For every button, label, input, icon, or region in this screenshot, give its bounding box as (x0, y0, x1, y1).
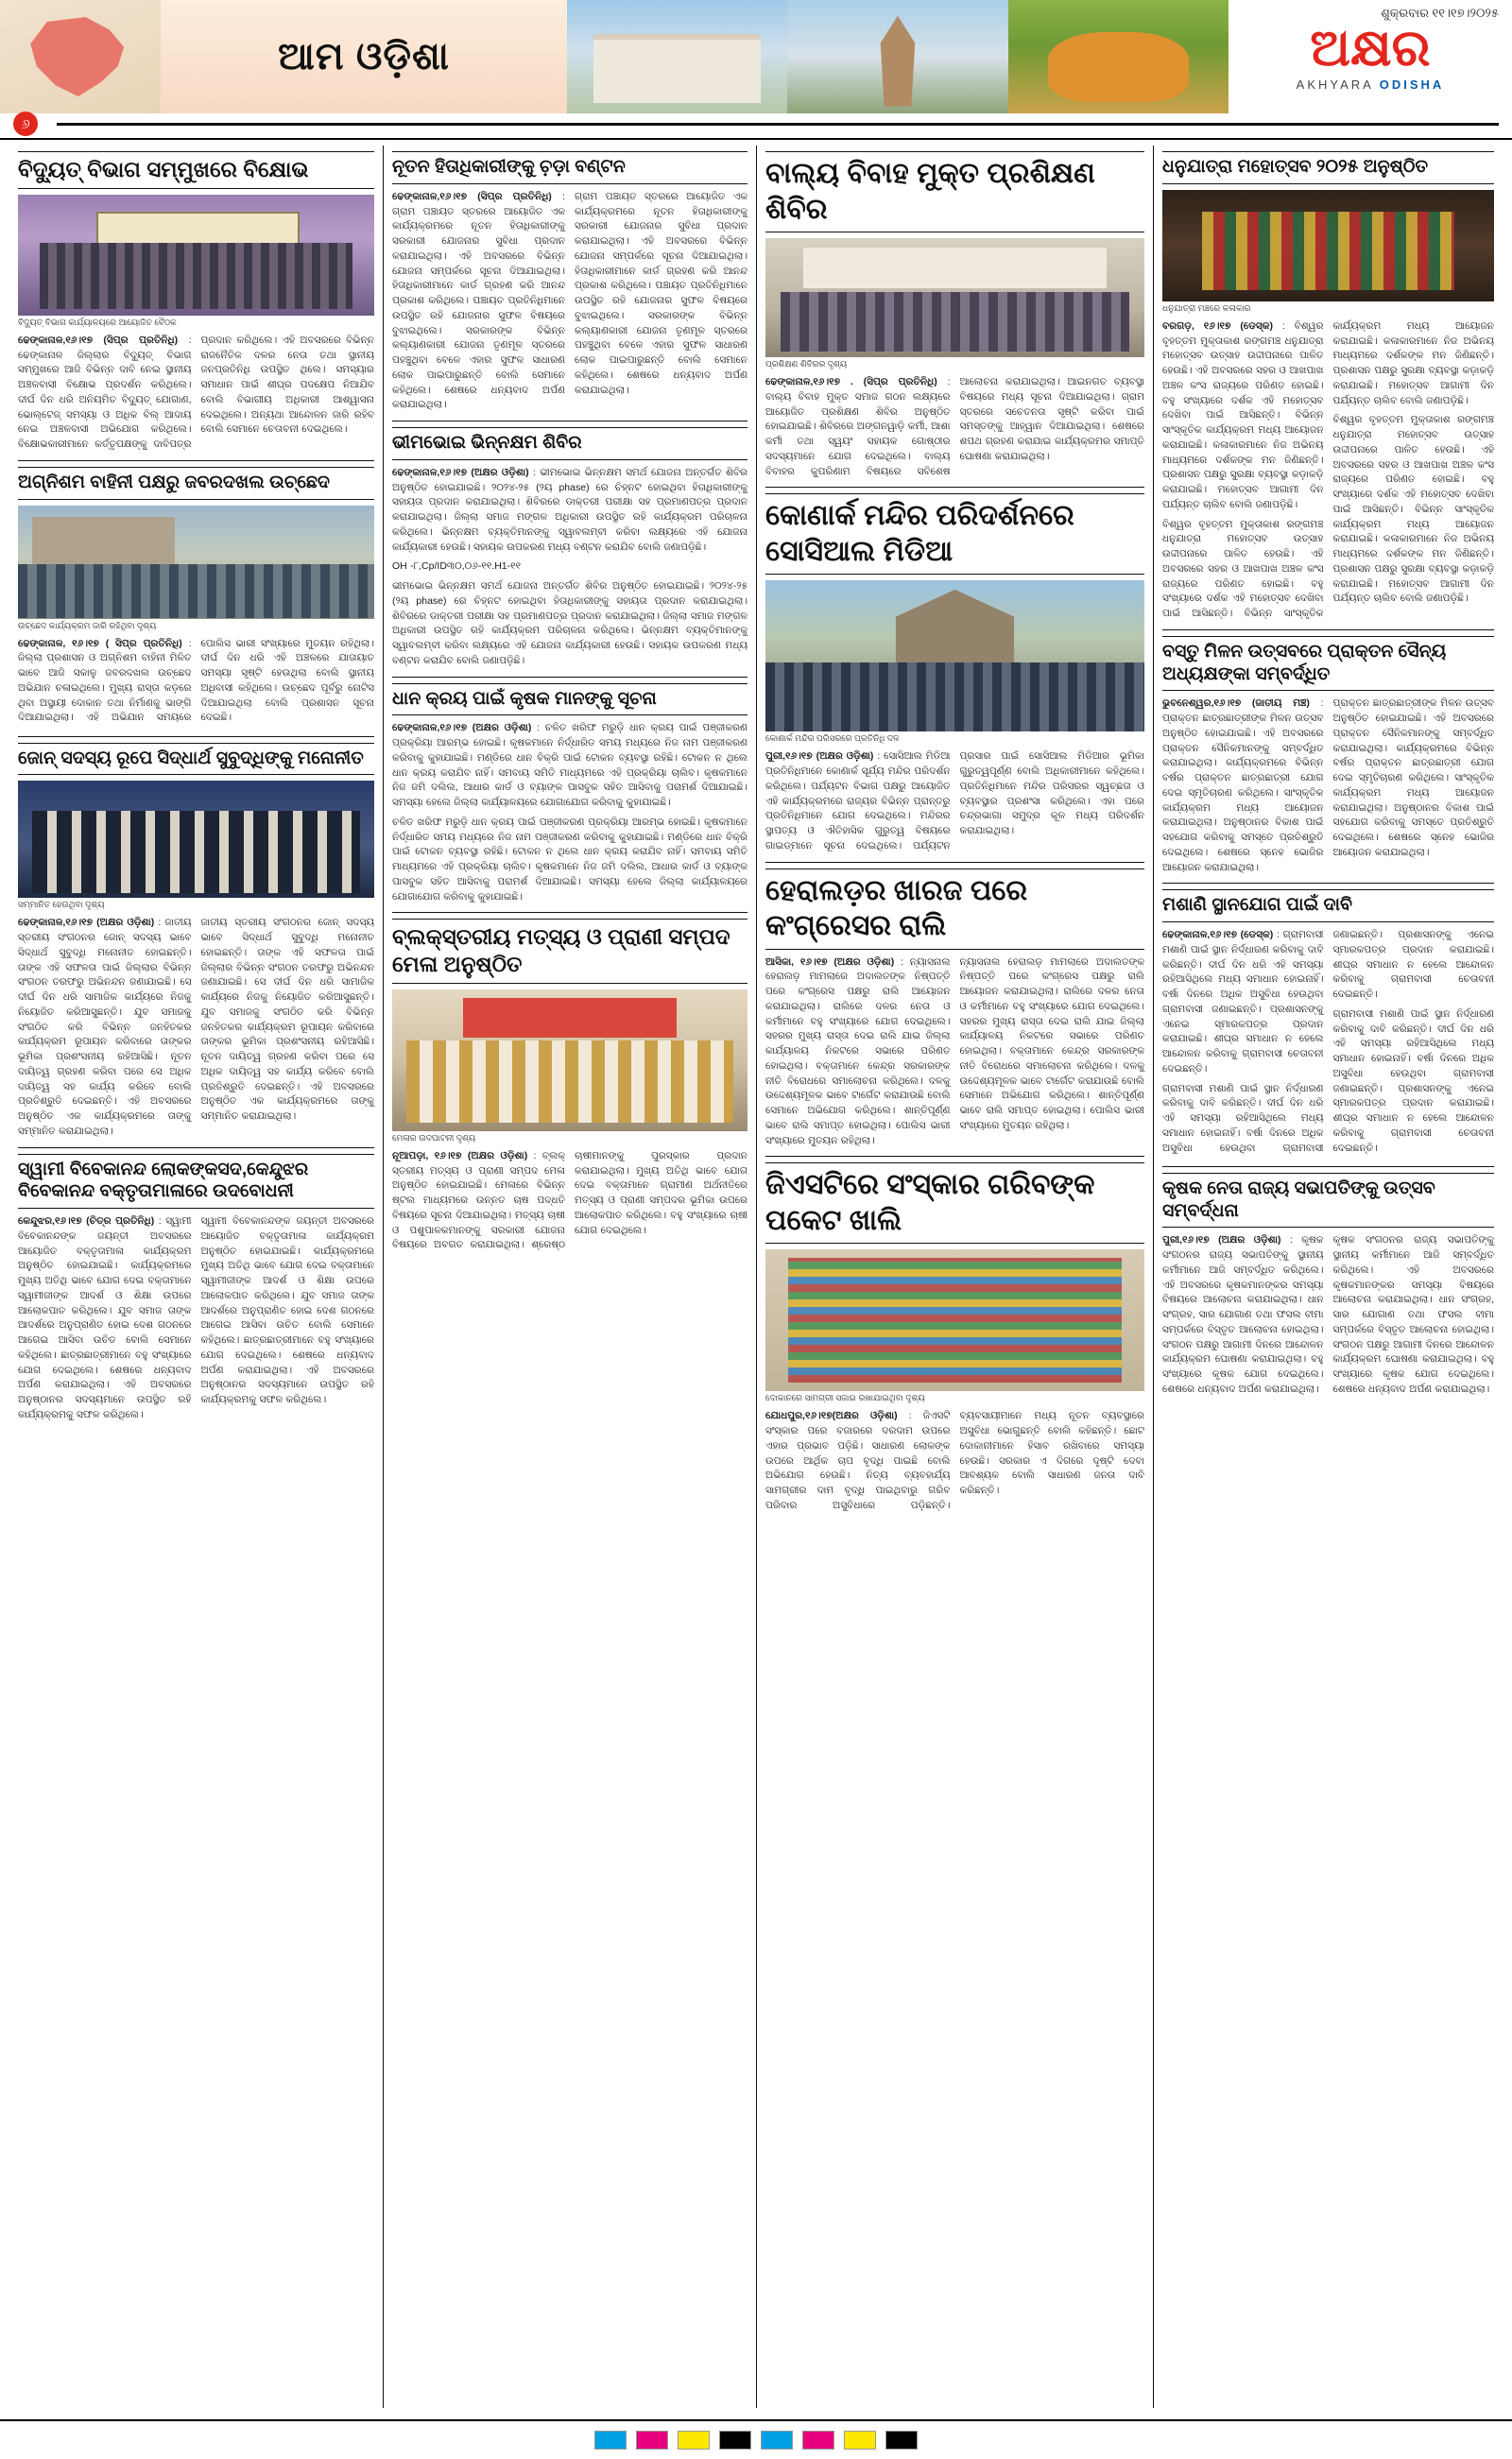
photo-caption: ମେଳାର ଉଦଘାଟନୀ ଦୃଶ୍ୟ (392, 1132, 476, 1143)
photo-konark-group (765, 580, 1144, 731)
brand-name: ଅକ୍ଷର (1310, 19, 1431, 77)
body-extra: ଗ୍ରାମବାସୀ ମଶାଣି ପାଇଁ ସ୍ଥାନ ନିର୍ଦ୍ଧାରଣ କରିବାକୁ ଦାବି କରିଛନ୍ତି। ଦୀର୍ଘ ଦିନ ଧରି ଏହି ସମସ୍ୟା ରହିଆସିଥିଲେ ମଧ୍ୟ ସମାଧାନ ହୋଇନାହିଁ। ବର୍ଷା ଦିନରେ ଅଧିକ ଅସୁବିଧା ହେଉଥିବା ଗ୍ରାମବାସୀ ଜଣାଇଛନ୍ତି। ପ୍ରଶାସନଙ୍କୁ ଏନେଇ ସ୍ମାରକପତ୍ର ପ୍ରଦାନ କରାଯାଇଛି। ଶୀଘ୍ର ସମାଧାନ ନ ହେଲେ ଆନ୍ଦୋଳନ କରିବାକୁ ଗ୍ରାମବାସୀ ଚେତାବନୀ ଦେଇଛନ୍ତି। (1162, 929, 1494, 1154)
photo-caption: ଉଚ୍ଛେଦ କାର୍ଯ୍ୟକ୍ରମ ଜାରି ରହିଥିବା ଦୃଶ୍ୟ (18, 620, 157, 630)
article-body: ଯୋଧପୁର,୧୬।୧୭(ଅକ୍ଷର ଓଡ଼ିଶା) : ଜିଏସଟି ସଂସ୍କାର ପରେ ବଜାରରେ ଦରଦାମ ଉପରେ ଏହାର ପ୍ରଭାବ ପଡ଼ିଛି। ସାଧାରଣ ଲୋକଙ୍କ ଉପରେ ଆର୍ଥିକ ଚାପ ବୃଦ୍ଧି ପାଇଛି ବୋଲି ଅଭିଯୋଗ ହେଉଛି। ନିତ୍ୟ ବ୍ୟବହାର୍ଯ୍ୟ ସାମଗ୍ରୀର ଦାମ ବୃଦ୍ଧି ପାଇଥିବାରୁ ଗରିବ ପରିବାର ଅସୁବିଧାରେ ପଡ଼ିଛନ୍ତି। ବ୍ୟବସାୟୀମାନେ ମଧ୍ୟ ନୂତନ ବ୍ୟବସ୍ଥାରେ ଅସୁବିଧା ଭୋଗୁଛନ୍ତି ବୋଲି କହିଛନ୍ତି। ଛୋଟ ଦୋକାନୀମାନେ ହିସାବ ରଖିବାରେ ସମସ୍ୟା ହେଉଛି। ସରକାର ଏ ଦିଗରେ ଦୃଷ୍ଟି ଦେବା ଆବଶ୍ୟକ ବୋଲି ସାଧାରଣ ଜନତା ଦାବି କରିଛନ୍ତି। (765, 1410, 1144, 1511)
body-extra-2: ବିଶ୍ୱର ବୃହତ୍ତମ ମୁକ୍ତାକାଶ ରଙ୍ଗମଞ୍ଚ ଧନୁଯାତ୍ରା ମହୋତ୍ସବ ଉତ୍ସାହ ଉଦ୍ଦୀପନାରେ ପାଳିତ ହେଉଛି। ଏହି ଅବସରରେ ସହର ଓ ଆଖପାଖ ଅଞ୍ଚଳ କଂସ ରାଜ୍ୟରେ ପରିଣତ ହୋଇଛି। ବହୁ ସଂଖ୍ୟାରେ ଦର୍ଶକ ଏହି ମହୋତ୍ସବ ଦେଖିବା ପାଇଁ ଆସିଛନ୍ତି। ବିଭିନ୍ନ ସାଂସ୍କୃତିକ କାର୍ଯ୍ୟକ୍ରମ ମଧ୍ୟ ଆୟୋଜନ କରାଯାଇଛି। କଳାକାରମାନେ ନିଜ ଅଭିନୟ ମାଧ୍ୟମରେ ଦର୍ଶକଙ୍କ ମନ ଜିଣିଛନ୍ତି। ପ୍ରଶାସନ ପକ୍ଷରୁ ସୁରକ୍ଷା ବ୍ୟବସ୍ଥା କଡ଼ାକଡ଼ି କରାଯାଇଛି। ମହୋତ୍ସବ ଆଗାମୀ ଦିନ ପର୍ଯ୍ୟନ୍ତ ଚାଲିବ ବୋଲି ଜଣାପଡ଼ିଛି। (1332, 414, 1494, 605)
headline: ଜୋନ୍‌ ସଦସ୍ୟ ରୂପେ ସିଦ୍ଧାର୍ଥ ସୁବୁଦ୍ଧିଙ୍କୁ ମନୋନୀତ (18, 743, 374, 776)
dateline: ଭୁବନେଶ୍ୱର,୧୬।୧୭ (ଜାତୀୟ ମଞ୍ଚ) (1162, 697, 1310, 710)
column-4 (1153, 146, 1503, 2408)
photo-meeting (18, 195, 374, 316)
swatch-yellow-2 (844, 2431, 876, 2450)
headline: ବିଦ୍ୟୁତ୍‌ ବିଭାଗ ସମ୍ମୁଖରେ ବିକ୍ଷୋଭ (18, 151, 374, 189)
masthead-photo-temple (787, 0, 1007, 113)
headline: ବାଲ୍ୟ ବିବାହ ମୁକ୍ତ ପ୍ରଶିକ୍ଷଣ ଶିବିର (765, 151, 1144, 232)
figure (765, 238, 1144, 370)
article-body: ଢେଙ୍କାନାଳ,୧୬।୧୭ (ସିପ୍ର ପ୍ରତିନିଧି) : ଢେଙ୍କାନାଳ ଜିଲ୍ଲାର ବିଦ୍ୟୁତ୍‌ ବିଭାଗ ସମ୍ମୁଖରେ ଆଜି ବିଭିନ୍ନ ଦାବି ନେଇ ସ୍ଥାନୀୟ ଅଞ୍ଚଳବାସୀ ବିକ୍ଷୋଭ ପ୍ରଦର୍ଶନ କରିଥିଲେ। ଦୀର୍ଘ ଦିନ ଧରି ଅନିୟମିତ ବିଦ୍ୟୁତ୍‌ ଯୋଗାଣ, ଭୋଲ୍ଟେଜ୍‌ ସମସ୍ୟା ଓ ଅଧିକ ବିଲ୍‌ ଆଦାୟ ନେଇ ଅଞ୍ଚଳବାସୀ ଅଭିଯୋଗ କରିଥିଲେ। ବିକ୍ଷୋଭକାରୀମାନେ କର୍ତ୍ତୃପକ୍ଷଙ୍କୁ ଦାବିପତ୍ର ପ୍ରଦାନ କରିଥିଲେ। ଏହି ଅବସରରେ ବିଭିନ୍ନ ରାଜନୈତିକ ଦଳର ନେତା ତଥା ସ୍ଥାନୀୟ ଜନପ୍ରତିନିଧି ଉପସ୍ଥିତ ଥିଲେ। ସମସ୍ୟାର ସମାଧାନ ପାଇଁ ଶୀଘ୍ର ପଦକ୍ଷେପ ନିଆଯିବ ବୋଲି ବିଭାଗୀୟ ଅଧିକାରୀ ଆଶ୍ୱାସନା ଦେଇଥିଲେ। ଅନ୍ୟଥା ଆନ୍ଦୋଳନ ଜାରି ରହିବ ବୋଲି ସେମାନେ ଚେତାବନୀ ଦେଇଥିଲେ। (18, 334, 374, 450)
figure (18, 506, 374, 631)
body: ଜାତୀୟ ସ୍ତରୀୟ ସଂଗଠନର ଜୋନ୍‌ ସଦସ୍ୟ ଭାବେ ସିଦ୍ଧାର୍ଥ ସୁବୁଦ୍ଧି ମନୋନୀତ ହୋଇଛନ୍ତି। ତାଙ୍କ ଏହି ସଫଳତା ପାଇଁ ଜିଲ୍ଲାର ବିଭିନ୍ନ ସଂଗଠନ ତରଫରୁ ଅଭିନନ୍ଦନ ଜଣାଯାଇଛି। ସେ ଦୀର୍ଘ ଦିନ ଧରି ସାମାଜିକ କାର୍ଯ୍ୟରେ ନିଜକୁ ନିୟୋଜିତ କରିଆସୁଛନ୍ତି। ଯୁବ ସମାଜକୁ ସଂଗଠିତ କରି ବିଭିନ୍ନ ଜନହିତକର କାର୍ଯ୍ୟକ୍ରମ ରୂପାୟନ କରିବାରେ ତାଙ୍କର ଭୂମିକା ପ୍ରଶଂସନୀୟ ରହିଆସିଛି। ନୂତନ ଦାୟିତ୍ୱ ଗ୍ରହଣ କରିବା ପରେ ସେ ଅଧିକ ଦାୟିତ୍ୱ ସହ କାର୍ଯ୍ୟ କରିବେ ବୋଲି ପ୍ରତିଶ୍ରୁତି ଦେଇଛନ୍ତି। ଏହି ଅବସରରେ ଅନୁଷ୍ଠିତ ଏକ କାର୍ଯ୍ୟକ୍ରମରେ ତାଙ୍କୁ ସମ୍ମାନିତ କରାଯାଇଥିଲା। (18, 917, 192, 1137)
headline: କୃଷକ ନେତା ରାଜ୍ୟ ସଭାପତିଙ୍କୁ ଉତ୍ସବ ସମ୍ବର୍ଦ୍ଧନା (1162, 1173, 1494, 1229)
photo-caption: ବିଦ୍ୟୁତ୍‌ ବିଭାଗ କାର୍ଯ୍ୟାଳୟରେ ଆୟୋଜିତ ବୈଠକ (18, 317, 177, 327)
dateline: ଢେଙ୍କାନାଳ,୧୬।୧୭ . (ସିପ୍ର ପ୍ରତିନିଧି) (765, 376, 937, 387)
dateline: ନୂଆପଡ଼ା, ୧୬।୧୭ (ଅକ୍ଷର ଓଡ଼ିଶା) (392, 1149, 528, 1161)
swatch-black (719, 2431, 751, 2450)
page-number-badge: ୬ (13, 112, 38, 136)
swatch-black-2 (885, 2431, 918, 2450)
body: ପ୍ରାକ୍ତନ ଛାତ୍ରଛାତ୍ରୀଙ୍କ ମିଳନ ଉତ୍ସବ ଅନୁଷ୍ଠିତ ହୋଇଯାଇଛି। ଏହି ଅବସରରେ ପ୍ରାକ୍ତନ ସୈନିକମାନଙ୍କୁ ସମ୍ବର୍ଦ୍ଧିତ କରାଯାଇଥିଲା। କାର୍ଯ୍ୟକ୍ରମରେ ବିଭିନ୍ନ ବର୍ଷର ପ୍ରାକ୍ତନ ଛାତ୍ରଛାତ୍ରୀ ଯୋଗ ଦେଇ ସ୍ମୃତିଚାରଣ କରିଥିଲେ। ସାଂସ୍କୃତିକ କାର୍ଯ୍ୟକ୍ରମ ମଧ୍ୟ ଆୟୋଜନ କରାଯାଇଥିଲା। ଅନୁଷ୍ଠାନର ବିକାଶ ପାଇଁ ସହଯୋଗ କରିବାକୁ ସମସ୍ତେ ପ୍ରତିଶ୍ରୁତି ଦେଇଥିଲେ। ଶେଷରେ ସ୍ନେହ ଭୋଜିର ଆୟୋଜନ କରାଯାଇଥିଲା। (1162, 713, 1324, 873)
masthead-date: ଶୁକ୍ରବାର ୧୧।୧୭।୨୦୨୫ (1381, 6, 1499, 20)
article-body: ଢେଙ୍କାନାଳ,୧୬।୧୭ (ଅକ୍ଷର ଓଡ଼ିଶା) : ଚଳିତ ଖରିଫ ମରୁଡ଼ି ଧାନ କ୍ରୟ ପାଇଁ ପଞ୍ଜୀକରଣ ପ୍ରକ୍ରିୟା ଆରମ୍ଭ ହୋଇଛି। କୃଷକମାନେ ନିର୍ଦ୍ଧାରିତ ସମୟ ମଧ୍ୟରେ ନିଜ ନାମ ପଞ୍ଜୀକରଣ କରିବାକୁ କୁହାଯାଇଛି। ମଣ୍ଡିରେ ଧାନ ବିକ୍ରି ପାଇଁ ଟୋକନ ବ୍ୟବସ୍ଥା ରହିଛି। ଟୋକନ ନ ଥିଲେ ଧାନ କ୍ରୟ କରାଯିବ ନାହିଁ। ସମବାୟ ସମିତି ମାଧ୍ୟମରେ ଏହି ପ୍ରକ୍ରିୟା ଚାଲିବ। କୃଷକମାନେ ନିଜ ଜମି ଦଲିଲ, ଆଧାର କାର୍ଡ ଓ ବ୍ୟାଙ୍କ ପାସବୁକ ସହିତ ଆସିବାକୁ ପରାମର୍ଶ ଦିଆଯାଇଛି। ସମସ୍ୟା ହେଲେ ଜିଲ୍ଲା କାର୍ଯ୍ୟାଳୟରେ ଯୋଗାଯୋଗ କରିବାକୁ କୁହାଯାଇଛି। ଚଳିତ ଖରିଫ ମରୁଡ଼ି ଧାନ କ୍ରୟ ପାଇଁ ପଞ୍ଜୀକରଣ ପ୍ରକ୍ରିୟା ଆରମ୍ଭ ହୋଇଛି। କୃଷକମାନେ ନିର୍ଦ୍ଧାରିତ ସମୟ ମଧ୍ୟରେ ନିଜ ନାମ ପଞ୍ଜୀକରଣ କରିବାକୁ କୁହାଯାଇଛି। ମଣ୍ଡିରେ ଧାନ ବିକ୍ରି ପାଇଁ ଟୋକନ ବ୍ୟବସ୍ଥା ରହିଛି। ଟୋକନ ନ ଥିଲେ ଧାନ କ୍ରୟ କରାଯିବ ନାହିଁ। ସମବାୟ ସମିତି ମାଧ୍ୟମରେ ଏହି ପ୍ରକ୍ରିୟା ଚାଲିବ। କୃଷକମାନେ ନିଜ ଜମି ଦଲିଲ, ଆଧାର କାର୍ଡ ଓ ବ୍ୟାଙ୍କ ପାସବୁକ ସହିତ ଆସିବାକୁ ପରାମର୍ଶ ଦିଆଯାଇଛି। ସମସ୍ୟା ହେଲେ ଜିଲ୍ଲା କାର୍ଯ୍ୟାଳୟରେ ଯୋଗାଯୋଗ କରିବାକୁ କୁହାଯାଇଛି। (392, 721, 747, 904)
article-gst-reform (765, 1162, 1144, 1513)
article-body: ପୁରୀ,୧୬।୧୭ (ଅକ୍ଷର ଓଡ଼ିଶା) : ସୋସିଆଲ ମିଡିଆ ପ୍ରତିନିଧିମାନେ କୋଣାର୍କ ସୂର୍ଯ୍ୟ ମନ୍ଦିର ପରିଦର୍ଶନ କରିଥିଲେ। ପର୍ଯ୍ୟଟନ ବିଭାଗ ପକ୍ଷରୁ ଆୟୋଜିତ ଏହି କାର୍ଯ୍ୟକ୍ରମରେ ରାଜ୍ୟର ବିଭିନ୍ନ ପ୍ରାନ୍ତରୁ ପ୍ରତିନିଧିମାନେ ଯୋଗ ଦେଇଥିଲେ। ମନ୍ଦିରର ସ୍ଥାପତ୍ୟ ଓ ଐତିହାସିକ ଗୁରୁତ୍ୱ ବିଷୟରେ ଗାଇଡ୍‌ମାନେ ସୂଚନା ଦେଇଥିଲେ। ପର୍ଯ୍ୟଟନ ପ୍ରସାର ପାଇଁ ସୋସିଆଲ ମିଡିଆର ଭୂମିକା ଗୁରୁତ୍ୱପୂର୍ଣ୍ଣ ବୋଲି ଅଧିକାରୀମାନେ କହିଥିଲେ। ପ୍ରତିନିଧିମାନେ ମନ୍ଦିର ପରିସରର ସ୍ୱଚ୍ଛତା ଓ ବ୍ୟବସ୍ଥାର ପ୍ରଶଂସା କରିଥିଲେ। ଏହା ପରେ ଚନ୍ଦ୍ରଭାଗା ସମୁଦ୍ର କୂଳ ମଧ୍ୟ ପରିଦର୍ଶନ କରାଯାଇଥିଲା। (765, 750, 1144, 851)
figure (392, 989, 747, 1144)
body-extra: ପ୍ରାକ୍ତନ ଛାତ୍ରଛାତ୍ରୀଙ୍କ ମିଳନ ଉତ୍ସବ ଅନୁଷ୍ଠିତ ହୋଇଯାଇଛି। ଏହି ଅବସରରେ ପ୍ରାକ୍ତନ ସୈନିକମାନଙ୍କୁ ସମ୍ବର୍ଦ୍ଧିତ କରାଯାଇଥିଲା। କାର୍ଯ୍ୟକ୍ରମରେ ବିଭିନ୍ନ ବର୍ଷର ପ୍ରାକ୍ତନ ଛାତ୍ରଛାତ୍ରୀ ଯୋଗ ଦେଇ ସ୍ମୃତିଚାରଣ କରିଥିଲେ। ସାଂସ୍କୃତିକ କାର୍ଯ୍ୟକ୍ରମ ମଧ୍ୟ ଆୟୋଜନ କରାଯାଇଥିଲା। ଅନୁଷ୍ଠାନର ବିକାଶ ପାଇଁ ସହଯୋଗ କରିବାକୁ ସମସ୍ତେ ପ୍ରତିଶ୍ରୁତି ଦେଇଥିଲେ। ଶେଷରେ ସ୍ନେହ ଭୋଜିର ଆୟୋଜନ କରାଯାଇଥିଲା। (1332, 697, 1494, 858)
article-vivekananda (18, 1154, 374, 1423)
dateline: ଢେଙ୍କାନାଳ,୧୬।୧୭ (ଅକ୍ଷର ଓଡ଼ିଶା) (18, 917, 155, 929)
headline: କୋଣାର୍କ ମନ୍ଦିର ପରିଦର୍ଶନରେ ସୋସିଆଲ ମିଡିଆ (765, 493, 1144, 575)
body-extra: କୃଷକ ସଂଗଠନର ରାଜ୍ୟ ସଭାପତିଙ୍କୁ ସ୍ଥାନୀୟ କର୍ମୀମାନେ ଆଜି ସମ୍ବର୍ଦ୍ଧିତ କରିଥିଲେ। ଏହି ଅବସରରେ କୃଷକମାନଙ୍କର ସମସ୍ୟା ବିଷୟରେ ଆଲୋଚନା କରାଯାଇଥିଲା। ଧାନ ସଂଗ୍ରହ, ସାର ଯୋଗାଣ ତଥା ଫସଲ ବୀମା ସମ୍ପର୍କରେ ବିସ୍ତୃତ ଆଲୋଚନା ହୋଇଥିଲା। ସଂଗଠନ ପକ୍ଷରୁ ଆଗାମୀ ଦିନରେ ଆନ୍ଦୋଳନ କାର୍ଯ୍ୟକ୍ରମ ଘୋଷଣା କରାଯାଇଥିଲା। ବହୁ ସଂଖ୍ୟାରେ କୃଷକ ଯୋଗ ଦେଇଥିଲେ। ଶେଷରେ ଧନ୍ୟବାଦ ଅର୍ପଣ କରାଯାଇଥିଲା। (1332, 1234, 1494, 1395)
section-title-text: ଆମ ଓଡ଼ିଶା (278, 35, 450, 77)
article-body: ଢେଙ୍କାନାଳ,୧୬।୧୭ (ଅକ୍ଷର ଓଡ଼ିଶା) : ଭୀମଭୋଇ ଭିନ୍ନକ୍ଷମ ସମର୍ଥ ଯୋଜନା ଅନ୍ତର୍ଗତ ଶିବିର ଅନୁଷ୍ଠିତ ହୋଇଯାଇଛି। ୨୦୨୪-୨୫ (୨ୟ phase) ରେ ଚିହ୍ନଟ ହୋଇଥିବା ହିତାଧିକାରୀଙ୍କୁ ସହାୟତା ପ୍ରଦାନ କରାଯାଇଥିଲା। ଶିବିରରେ ଡାକ୍ତରୀ ପରୀକ୍ଷା ସହ ପ୍ରମାଣପତ୍ର ପ୍ରଦାନ କରାଯାଇଥିଲା। ଜିଲ୍ଲା ସମାଜ ମଙ୍ଗଳ ଅଧିକାରୀ ଉପସ୍ଥିତ ରହି କାର୍ଯ୍ୟକ୍ରମ ପରିଚାଳନା କରିଥିଲେ। ଭିନ୍ନକ୍ଷମ ବ୍ୟକ୍ତିମାନଙ୍କୁ ସ୍ୱାବଲମ୍ବୀ କରିବା ଲକ୍ଷ୍ୟରେ ଏହି ଯୋଜନା କାର୍ଯ୍ୟକାରୀ ହେଉଛି। ସହାୟକ ଉପକରଣ ମଧ୍ୟ ବଣ୍ଟନ କରାଯିବ ବୋଲି ଜଣାପଡ଼ିଛି। OH -୮,Cp/ID୩୦,୦୬-୧୧.H1-୧୧ ଭୀମଭୋଇ ଭିନ୍ନକ୍ଷମ ସମର୍ଥ ଯୋଜନା ଅନ୍ତର୍ଗତ ଶିବିର ଅନୁଷ୍ଠିତ ହୋଇଯାଇଛି। ୨୦୨୪-୨୫ (୨ୟ phase) ରେ ଚିହ୍ନଟ ହୋଇଥିବା ହିତାଧିକାରୀଙ୍କୁ ସହାୟତା ପ୍ରଦାନ କରାଯାଇଥିଲା। ଶିବିରରେ ଡାକ୍ତରୀ ପରୀକ୍ଷା ସହ ପ୍ରମାଣପତ୍ର ପ୍ରଦାନ କରାଯାଇଥିଲା। ଜିଲ୍ଲା ସମାଜ ମଙ୍ଗଳ ଅଧିକାରୀ ଉପସ୍ଥିତ ରହି କାର୍ଯ୍ୟକ୍ରମ ପରିଚାଳନା କରିଥିଲେ। ଭିନ୍ନକ୍ଷମ ବ୍ୟକ୍ତିମାନଙ୍କୁ ସ୍ୱାବଲମ୍ବୀ କରିବା ଲକ୍ଷ୍ୟରେ ଏହି ଯୋଜନା କାର୍ଯ୍ୟକାରୀ ହେଉଛି। ସହାୟକ ଉପକରଣ ମଧ୍ୟ ବଣ୍ଟନ କରାଯିବ ବୋଲି ଜଣାପଡ଼ିଛି। (392, 466, 747, 669)
body-extra: ଜାତୀୟ ସ୍ତରୀୟ ସଂଗଠନର ଜୋନ୍‌ ସଦସ୍ୟ ଭାବେ ସିଦ୍ଧାର୍ଥ ସୁବୁଦ୍ଧି ମନୋନୀତ ହୋଇଛନ୍ତି। ତାଙ୍କ ଏହି ସଫଳତା ପାଇଁ ଜିଲ୍ଲାର ବିଭିନ୍ନ ସଂଗଠନ ତରଫରୁ ଅଭିନନ୍ଦନ ଜଣାଯାଇଛି। ସେ ଦୀର୍ଘ ଦିନ ଧରି ସାମାଜିକ କାର୍ଯ୍ୟରେ ନିଜକୁ ନିୟୋଜିତ କରିଆସୁଛନ୍ତି। ଯୁବ ସମାଜକୁ ସଂଗଠିତ କରି ବିଭିନ୍ନ ଜନହିତକର କାର୍ଯ୍ୟକ୍ରମ ରୂପାୟନ କରିବାରେ ତାଙ୍କର ଭୂମିକା ପ୍ରଶଂସନୀୟ ରହିଆସିଛି। ନୂତନ ଦାୟିତ୍ୱ ଗ୍ରହଣ କରିବା ପରେ ସେ ଅଧିକ ଦାୟିତ୍ୱ ସହ କାର୍ଯ୍ୟ କରିବେ ବୋଲି ପ୍ରତିଶ୍ରୁତି ଦେଇଛନ୍ତି। ଏହି ଅବସରରେ ଅନୁଷ୍ଠିତ ଏକ କାର୍ଯ୍ୟକ୍ରମରେ ତାଙ୍କୁ ସମ୍ମାନିତ କରାଯାଇଥିଲା। (200, 917, 374, 1122)
dateline: ଯୋଧପୁର,୧୬।୧୭(ଅକ୍ଷର ଓଡ଼ିଶା) (765, 1410, 898, 1422)
brand-subtitle (1297, 77, 1445, 92)
body: ଗ୍ରାମବାସୀ ମଶାଣି ପାଇଁ ସ୍ଥାନ ନିର୍ଦ୍ଧାରଣ କରିବାକୁ ଦାବି କରିଛନ୍ତି। ଦୀର୍ଘ ଦିନ ଧରି ଏହି ସମସ୍ୟା ରହିଆସିଥିଲେ ମଧ୍ୟ ସମାଧାନ ହୋଇନାହିଁ। ବର୍ଷା ଦିନରେ ଅଧିକ ଅସୁବିଧା ହେଉଥିବା ଗ୍ରାମବାସୀ ଜଣାଇଛନ୍ତି। ପ୍ରଶାସନଙ୍କୁ ଏନେଇ ସ୍ମାରକପତ୍ର ପ୍ରଦାନ କରାଯାଇଛି। ଶୀଘ୍ର ସମାଧାନ ନ ହେଲେ ଆନ୍ଦୋଳନ କରିବାକୁ ଗ୍ରାମବାସୀ ଚେତାବନୀ ଦେଇଛନ୍ତି। (1162, 929, 1324, 1075)
article-zone-member (18, 743, 374, 1140)
photo-felicitation (18, 781, 374, 898)
headline: ଧନୁଯାତ୍ରା ମହୋତ୍ସବ ୨୦୨୫ ଅନୁଷ୍ଠିତ (1162, 151, 1494, 184)
body: ବ୍ଲକ୍‌ ସ୍ତରୀୟ ମତ୍ସ୍ୟ ଓ ପ୍ରାଣୀ ସମ୍ପଦ ମେଳା ଅନୁଷ୍ଠିତ ହୋଇଯାଇଛି। ମେଳାରେ ବିଭିନ୍ନ ଷ୍ଟଲ ମାଧ୍ୟମରେ ଉନ୍ନତ ଚାଷ ପଦ୍ଧତି ବିଷୟରେ ସୂଚନା ଦିଆଯାଇଥିଲା। ମତ୍ସ୍ୟ ଚାଷୀ ଓ ପଶୁପାଳକମାନଙ୍କୁ ସରକାରୀ ଯୋଜନା ବିଷୟରେ ଅବଗତ କରାଯାଇଥିଲା। ଶ୍ରେଷ୍ଠ ଚାଷୀମାନଙ୍କୁ ପୁରସ୍କାର ପ୍ରଦାନ କରାଯାଇଥିଲା। ମୁଖ୍ୟ ଅତିଥି ଭାବେ ଯୋଗ ଦେଇ ବକ୍ତାମାନେ ଗ୍ରାମୀଣ ଅର୍ଥନୀତିରେ ମତ୍ସ୍ୟ ଓ ପ୍ରାଣୀ ସମ୍ପଦର ଭୂମିକା ଉପରେ ଆଲୋକପାତ କରିଥିଲେ। ବହୁ ସଂଖ୍ୟାରେ ଚାଷୀ ଯୋଗ ଦେଇଥିଲେ। (392, 1149, 747, 1251)
swatch-magenta (636, 2431, 668, 2450)
headline: ମଶାଣି ସ୍ଥାନଯୋଗ ପାଇଁ ଦାବି (1162, 889, 1494, 922)
article-body: ଢେଙ୍କାନାଳ,୧୬।୧୭ (ଅକ୍ଷର ଓଡ଼ିଶା) : ଜାତୀୟ ସ୍ତରୀୟ ସଂଗଠନର ଜୋନ୍‌ ସଦସ୍ୟ ଭାବେ ସିଦ୍ଧାର୍ଥ ସୁବୁଦ୍ଧି ମନୋନୀତ ହୋଇଛନ୍ତି। ତାଙ୍କ ଏହି ସଫଳତା ପାଇଁ ଜିଲ୍ଲାର ବିଭିନ୍ନ ସଂଗଠନ ତରଫରୁ ଅଭିନନ୍ଦନ ଜଣାଯାଇଛି। ସେ ଦୀର୍ଘ ଦିନ ଧରି ସାମାଜିକ କାର୍ଯ୍ୟରେ ନିଜକୁ ନିୟୋଜିତ କରିଆସୁଛନ୍ତି। ଯୁବ ସମାଜକୁ ସଂଗଠିତ କରି ବିଭିନ୍ନ ଜନହିତକର କାର୍ଯ୍ୟକ୍ରମ ରୂପାୟନ କରିବାରେ ତାଙ୍କର ଭୂମିକା ପ୍ରଶଂସନୀୟ ରହିଆସିଛି। ନୂତନ ଦାୟିତ୍ୱ ଗ୍ରହଣ କରିବା ପରେ ସେ ଅଧିକ ଦାୟିତ୍ୱ ସହ କାର୍ଯ୍ୟ କରିବେ ବୋଲି ପ୍ରତିଶ୍ରୁତି ଦେଇଛନ୍ତି। ଏହି ଅବସରରେ ଅନୁଷ୍ଠିତ ଏକ କାର୍ଯ୍ୟକ୍ରମରେ ତାଙ୍କୁ ସମ୍ମାନିତ କରାଯାଇଥିଲା। ଜାତୀୟ ସ୍ତରୀୟ ସଂଗଠନର ଜୋନ୍‌ ସଦସ୍ୟ ଭାବେ ସିଦ୍ଧାର୍ଥ ସୁବୁଦ୍ଧି ମନୋନୀତ ହୋଇଛନ୍ତି। ତାଙ୍କ ଏହି ସଫଳତା ପାଇଁ ଜିଲ୍ଲାର ବିଭିନ୍ନ ସଂଗଠନ ତରଫରୁ ଅଭିନନ୍ଦନ ଜଣାଯାଇଛି। ସେ ଦୀର୍ଘ ଦିନ ଧରି ସାମାଜିକ କାର୍ଯ୍ୟରେ ନିଜକୁ ନିୟୋଜିତ କରିଆସୁଛନ୍ତି। ଯୁବ ସମାଜକୁ ସଂଗଠିତ କରି ବିଭିନ୍ନ ଜନହିତକର କାର୍ଯ୍ୟକ୍ରମ ରୂପାୟନ କରିବାରେ ତାଙ୍କର ଭୂମିକା ପ୍ରଶଂସନୀୟ ରହିଆସିଛି। ନୂତନ ଦାୟିତ୍ୱ ଗ୍ରହଣ କରିବା ପରେ ସେ ଅଧିକ ଦାୟିତ୍ୱ ସହ କାର୍ଯ୍ୟ କରିବେ ବୋଲି ପ୍ରତିଶ୍ରୁତି ଦେଇଛନ୍ତି। ଏହି ଅବସରରେ ଅନୁଷ୍ଠିତ ଏକ କାର୍ଯ୍ୟକ୍ରମରେ ତାଙ୍କୁ ସମ୍ମାନିତ କରାଯାଇଥିଲା। (18, 917, 374, 1137)
article-fire-eviction (18, 467, 374, 729)
swatch-cyan-2 (761, 2431, 793, 2450)
masthead-rule (0, 113, 1512, 134)
headline: ବ୍ଲକ୍‌ସ୍ତରୀୟ ମତ୍ସ୍ୟ ଓ ପ୍ରାଣୀ ସମ୍ପଦ ମେଳା ଅନୁଷ୍ଠିତ (392, 919, 747, 984)
swatch-cyan (594, 2431, 627, 2450)
article-body: ପୁରୀ,୧୬।୧୭ (ଅକ୍ଷର ଓଡ଼ିଶା) : କୃଷକ ସଂଗଠନର ରାଜ୍ୟ ସଭାପତିଙ୍କୁ ସ୍ଥାନୀୟ କର୍ମୀମାନେ ଆଜି ସମ୍ବର୍ଦ୍ଧିତ କରିଥିଲେ। ଏହି ଅବସରରେ କୃଷକମାନଙ୍କର ସମସ୍ୟା ବିଷୟରେ ଆଲୋଚନା କରାଯାଇଥିଲା। ଧାନ ସଂଗ୍ରହ, ସାର ଯୋଗାଣ ତଥା ଫସଲ ବୀମା ସମ୍ପର୍କରେ ବିସ୍ତୃତ ଆଲୋଚନା ହୋଇଥିଲା। ସଂଗଠନ ପକ୍ଷରୁ ଆଗାମୀ ଦିନରେ ଆନ୍ଦୋଳନ କାର୍ଯ୍ୟକ୍ରମ ଘୋଷଣା କରାଯାଇଥିଲା। ବହୁ ସଂଖ୍ୟାରେ କୃଷକ ଯୋଗ ଦେଇଥିଲେ। ଶେଷରେ ଧନ୍ୟବାଦ ଅର୍ପଣ କରାଯାଇଥିଲା। କୃଷକ ସଂଗଠନର ରାଜ୍ୟ ସଭାପତିଙ୍କୁ ସ୍ଥାନୀୟ କର୍ମୀମାନେ ଆଜି ସମ୍ବର୍ଦ୍ଧିତ କରିଥିଲେ। ଏହି ଅବସରରେ କୃଷକମାନଙ୍କର ସମସ୍ୟା ବିଷୟରେ ଆଲୋଚନା କରାଯାଇଥିଲା। ଧାନ ସଂଗ୍ରହ, ସାର ଯୋଗାଣ ତଥା ଫସଲ ବୀମା ସମ୍ପର୍କରେ ବିସ୍ତୃତ ଆଲୋଚନା ହୋଇଥିଲା। ସଂଗଠନ ପକ୍ଷରୁ ଆଗାମୀ ଦିନରେ ଆନ୍ଦୋଳନ କାର୍ଯ୍ୟକ୍ରମ ଘୋଷଣା କରାଯାଇଥିଲା। ବହୁ ସଂଖ୍ୟାରେ କୃଷକ ଯୋଗ ଦେଇଥିଲେ। ଶେଷରେ ଧନ୍ୟବାଦ ଅର୍ପଣ କରାଯାଇଥିଲା। (1162, 1233, 1494, 1401)
registration-swatches (0, 2421, 1512, 2459)
masthead-photo-tiger (1008, 0, 1228, 113)
body: ବିଶ୍ୱର ବୃହତ୍ତମ ମୁକ୍ତାକାଶ ରଙ୍ଗମଞ୍ଚ ଧନୁଯାତ୍ରା ମହୋତ୍ସବ ଉତ୍ସାହ ଉଦ୍ଦୀପନାରେ ପାଳିତ ହେଉଛି। ଏହି ଅବସରରେ ସହର ଓ ଆଖପାଖ ଅଞ୍ଚଳ କଂସ ରାଜ୍ୟରେ ପରିଣତ ହୋଇଛି। ବହୁ ସଂଖ୍ୟାରେ ଦର୍ଶକ ଏହି ମହୋତ୍ସବ ଦେଖିବା ପାଇଁ ଆସିଛନ୍ତି। ବିଭିନ୍ନ ସାଂସ୍କୃତିକ କାର୍ଯ୍ୟକ୍ରମ ମଧ୍ୟ ଆୟୋଜନ କରାଯାଇଛି। କଳାକାରମାନେ ନିଜ ଅଭିନୟ ମାଧ୍ୟମରେ ଦର୍ଶକଙ୍କ ମନ ଜିଣିଛନ୍ତି। ପ୍ରଶାସନ ପକ୍ଷରୁ ସୁରକ୍ଷା ବ୍ୟବସ୍ଥା କଡ଼ାକଡ଼ି କରାଯାଇଛି। ମହୋତ୍ସବ ଆଗାମୀ ଦିନ ପର୍ଯ୍ୟନ୍ତ ଚାଲିବ ବୋଲି ଜଣାପଡ଼ିଛି। (1162, 319, 1324, 510)
article-body: ଢେଙ୍କାନାଳ,୧୬।୧୭ (ସିପ୍ର ପ୍ରତିନିଧି) : ଗ୍ରାମ ପଞ୍ଚାୟତ ସ୍ତରରେ ଆୟୋଜିତ ଏକ କାର୍ଯ୍ୟକ୍ରମରେ ନୂତନ ହିତାଧିକାରୀଙ୍କୁ ସରକାରୀ ଯୋଜନାର ସୁବିଧା ପ୍ରଦାନ କରାଯାଇଥିଲା। ଏହି ଅବସରରେ ବିଭିନ୍ନ ଯୋଜନା ସମ୍ପର୍କରେ ସୂଚନା ଦିଆଯାଇଥିଲା। ହିତାଧିକାରୀମାନେ କାର୍ଡ ଗ୍ରହଣ କରି ଆନନ୍ଦ ପ୍ରକାଶ କରିଥିଲେ। ପଞ୍ଚାୟତ ପ୍ରତିନିଧିମାନେ ଉପସ୍ଥିତ ରହି ଯୋଜନାର ସୁଫଳ ବିଷୟରେ ବୁଝାଇଥିଲେ। ସରକାରଙ୍କ ବିଭିନ୍ନ କଲ୍ୟାଣକାରୀ ଯୋଜନା ତୃଣମୂଳ ସ୍ତରରେ ପହଞ୍ଚୁଥିବା ବେଳେ ଏହାର ସୁଫଳ ସାଧାରଣ ଲୋକ ପାଇପାରୁଛନ୍ତି ବୋଲି ସେମାନେ କହିଥିଲେ। ଶେଷରେ ଧନ୍ୟବାଦ ଅର୍ପଣ କରାଯାଇଥିଲା। ଗ୍ରାମ ପଞ୍ଚାୟତ ସ୍ତରରେ ଆୟୋଜିତ ଏକ କାର୍ଯ୍ୟକ୍ରମରେ ନୂତନ ହିତାଧିକାରୀଙ୍କୁ ସରକାରୀ ଯୋଜନାର ସୁବିଧା ପ୍ରଦାନ କରାଯାଇଥିଲା। ଏହି ଅବସରରେ ବିଭିନ୍ନ ଯୋଜନା ସମ୍ପର୍କରେ ସୂଚନା ଦିଆଯାଇଥିଲା। ହିତାଧିକାରୀମାନେ କାର୍ଡ ଗ୍ରହଣ କରି ଆନନ୍ଦ ପ୍ରକାଶ କରିଥିଲେ। ପଞ୍ଚାୟତ ପ୍ରତିନିଧିମାନେ ଉପସ୍ଥିତ ରହି ଯୋଜନାର ସୁଫଳ ବିଷୟରେ ବୁଝାଇଥିଲେ। ସରକାରଙ୍କ ବିଭିନ୍ନ କଲ୍ୟାଣକାରୀ ଯୋଜନା ତୃଣମୂଳ ସ୍ତରରେ ପହଞ୍ଚୁଥିବା ବେଳେ ଏହାର ସୁଫଳ ସାଧାରଣ ଲୋକ ପାଇପାରୁଛନ୍ତି ବୋଲି ସେମାନେ କହିଥିଲେ। ଶେଷରେ ଧନ୍ୟବାଦ ଅର୍ପଣ କରାଯାଇଥିଲା। (392, 190, 747, 411)
body-extra: ବିଶ୍ୱର ବୃହତ୍ତମ ମୁକ୍ତାକାଶ ରଙ୍ଗମଞ୍ଚ ଧନୁଯାତ୍ରା ମହୋତ୍ସବ ଉତ୍ସାହ ଉଦ୍ଦୀପନାରେ ପାଳିତ ହେଉଛି। ଏହି ଅବସରରେ ସହର ଓ ଆଖପାଖ ଅଞ୍ଚଳ କଂସ ରାଜ୍ୟରେ ପରିଣତ ହୋଇଛି। ବହୁ ସଂଖ୍ୟାରେ ଦର୍ଶକ ଏହି ମହୋତ୍ସବ ଦେଖିବା ପାଇଁ ଆସିଛନ୍ତି। ବିଭିନ୍ନ ସାଂସ୍କୃତିକ କାର୍ଯ୍ୟକ୍ରମ ମଧ୍ୟ ଆୟୋଜନ କରାଯାଇଛି। କଳାକାରମାନେ ନିଜ ଅଭିନୟ ମାଧ୍ୟମରେ ଦର୍ଶକଙ୍କ ମନ ଜିଣିଛନ୍ତି। ପ୍ରଶାସନ ପକ୍ଷରୁ ସୁରକ୍ଷା ବ୍ୟବସ୍ଥା କଡ଼ାକଡ଼ି କରାଯାଇଛି। ମହୋତ୍ସବ ଆଗାମୀ ଦିନ ପର୍ଯ୍ୟନ୍ତ ଚାଲିବ ବୋଲି ଜଣାପଡ଼ିଛି। (1162, 319, 1494, 619)
dateline: ପୁରୀ,୧୬।୧୭ (ଅକ୍ଷର ଓଡ଼ିଶା) (765, 750, 874, 763)
article-paddy-procurement (392, 683, 747, 905)
body: ଢେଙ୍କାନାଳ ଜିଲ୍ଲାର ବିଦ୍ୟୁତ୍‌ ବିଭାଗ ସମ୍ମୁଖରେ ଆଜି ବିଭିନ୍ନ ଦାବି ନେଇ ସ୍ଥାନୀୟ ଅଞ୍ଚଳବାସୀ ବିକ୍ଷୋଭ ପ୍ରଦର୍ଶନ କରିଥିଲେ। ଦୀର୍ଘ ଦିନ ଧରି ଅନିୟମିତ ବିଦ୍ୟୁତ୍‌ ଯୋଗାଣ, ଭୋଲ୍ଟେଜ୍‌ ସମସ୍ୟା ଓ ଅଧିକ ବିଲ୍‌ ଆଦାୟ ନେଇ ଅଞ୍ଚଳବାସୀ ଅଭିଯୋଗ କରିଥିଲେ। ବିକ୍ଷୋଭକାରୀମାନେ କର୍ତ୍ତୃପକ୍ଷଙ୍କୁ ଦାବିପତ୍ର ପ୍ରଦାନ କରିଥିଲେ। ଏହି ଅବସରରେ ବିଭିନ୍ନ ରାଜନୈତିକ ଦଳର ନେତା ତଥା ସ୍ଥାନୀୟ ଜନପ୍ରତିନିଧି ଉପସ୍ଥିତ ଥିଲେ। ସମସ୍ୟାର ସମାଧାନ ପାଇଁ ଶୀଘ୍ର ପଦକ୍ଷେପ ନିଆଯିବ ବୋଲି ବିଭାଗୀୟ ଅଧିକାରୀ ଆଶ୍ୱାସନା ଦେଇଥିଲେ। ଅନ୍ୟଥା ଆନ୍ଦୋଳନ ଜାରି ରହିବ ବୋଲି ସେମାନେ ଚେତାବନୀ ଦେଇଥିଲେ। (18, 334, 374, 450)
headline: ଧାନ କ୍ରୟ ପାଇଁ କୃଷକ ମାନଙ୍କୁ ସୂଚନା (392, 683, 747, 716)
article-body: ଢେଙ୍କାନାଳ, ୧୬।୧୭ ( ସିପ୍ର ପ୍ରତିନିଧି) : ଜିଲ୍ଲା ପ୍ରଶାସନ ଓ ଅଗ୍ନିଶମ ବାହିନୀ ମିଳିତ ଭାବେ ଆଜି ସକାଳୁ ଜବରଦଖଲ ଉଚ୍ଛେଦ ଅଭିଯାନ ଚଳାଇଥିଲେ। ମୁଖ୍ୟ ରାସ୍ତା କଡ଼ରେ ଥିବା ଅସ୍ଥାୟୀ ଦୋକାନ ତଥା ନିର୍ମାଣକୁ ଭାଙ୍ଗି ଦିଆଯାଇଥିଲା। ଏହି ଅଭିଯାନ ସମୟରେ ପୋଲିସ ଭାରୀ ସଂଖ୍ୟାରେ ମୁତୟନ ରହିଥିଲା। ଦୀର୍ଘ ଦିନ ଧରି ଏହି ଅଞ୍ଚଳରେ ଯାତାୟାତ ସମସ୍ୟା ସୃଷ୍ଟି ହେଉଥିଲା ବୋଲି ସ୍ଥାନୀୟ ଅଧିବାସୀ କହିଥିଲେ। ଉଚ୍ଛେଦ ପୂର୍ବରୁ ନୋଟିସ ଦିଆଯାଇଥିଲା ବୋଲି ପ୍ରଶାସନ ସୂଚନା ଦେଇଛି। (18, 637, 374, 724)
article-body: ଆସିକା, ୧୬।୧୭ (ଅକ୍ଷର ଓଡ଼ିଶା) : ନ୍ୟାସନାଲ ହେରାଲଡ଼ ମାମଲାରେ ଅଦାଲତଙ୍କ ନିଷ୍ପତ୍ତି ପରେ କଂଗ୍ରେସ ପକ୍ଷରୁ ରାଲି ଆୟୋଜନ କରାଯାଇଥିଲା। ରାଲିରେ ଦଳର ନେତା ଓ କର୍ମୀମାନେ ବହୁ ସଂଖ୍ୟାରେ ଯୋଗ ଦେଇଥିଲେ। ସହରର ମୁଖ୍ୟ ରାସ୍ତା ଦେଇ ରାଲି ଯାଇ ଜିଲ୍ଲା କାର୍ଯ୍ୟାଳୟ ନିକଟରେ ସଭାରେ ପରିଣତ ହୋଇଥିଲା। ବକ୍ତାମାନେ କେନ୍ଦ୍ର ସରକାରଙ୍କ ନୀତି ବିରୋଧରେ ସମାଲୋଚନା କରିଥିଲେ। ଦଳକୁ ଉଦ୍ଦେଶ୍ୟମୂଳକ ଭାବେ ଟାର୍ଗେଟ କରାଯାଉଛି ବୋଲି ସେମାନେ ଅଭିଯୋଗ କରିଥିଲେ। ଶାନ୍ତିପୂର୍ଣ୍ଣ ଭାବେ ରାଲି ସମାପ୍ତ ହୋଇଥିଲା। ପୋଲିସ ଭାରୀ ସଂଖ୍ୟାରେ ମୁତୟନ ରହିଥିଲା। ନ୍ୟାସନାଲ ହେରାଲଡ଼ ମାମଲାରେ ଅଦାଲତଙ୍କ ନିଷ୍ପତ୍ତି ପରେ କଂଗ୍ରେସ ପକ୍ଷରୁ ରାଲି ଆୟୋଜନ କରାଯାଇଥିଲା। ରାଲିରେ ଦଳର ନେତା ଓ କର୍ମୀମାନେ ବହୁ ସଂଖ୍ୟାରେ ଯୋଗ ଦେଇଥିଲେ। ସହରର ମୁଖ୍ୟ ରାସ୍ତା ଦେଇ ରାଲି ଯାଇ ଜିଲ୍ଲା କାର୍ଯ୍ୟାଳୟ ନିକଟରେ ସଭାରେ ପରିଣତ ହୋଇଥିଲା। ବକ୍ତାମାନେ କେନ୍ଦ୍ର ସରକାରଙ୍କ ନୀତି ବିରୋଧରେ ସମାଲୋଚନା କରିଥିଲେ। ଦଳକୁ ଉଦ୍ଦେଶ୍ୟମୂଳକ ଭାବେ ଟାର୍ଗେଟ କରାଯାଉଛି ବୋଲି ସେମାନେ ଅଭିଯୋଗ କରିଥିଲେ। ଶାନ୍ତିପୂର୍ଣ୍ଣ ଭାବେ ରାଲି ସମାପ୍ତ ହୋଇଥିଲା। ପୋଲିସ ଭାରୀ ସଂଖ୍ୟାରେ ମୁତୟନ ରହିଥିଲା। (765, 955, 1144, 1146)
article-fish-livestock-fair (392, 919, 747, 1253)
headline: ଅଗ୍ନିଶମ ବାହିନୀ ପକ୍ଷରୁ ଜବରଦଖଲ ଉଚ୍ଛେଦ (18, 467, 374, 500)
dateline: ପୁରୀ,୧୬।୧୭ (ଅକ୍ଷର ଓଡ଼ିଶା) (1162, 1234, 1281, 1247)
article-beneficiary (392, 151, 747, 413)
figure (1162, 190, 1494, 314)
body-extra: ଗ୍ରାମ ପଞ୍ଚାୟତ ସ୍ତରରେ ଆୟୋଜିତ ଏକ କାର୍ଯ୍ୟକ୍ରମରେ ନୂତନ ହିତାଧିକାରୀଙ୍କୁ ସରକାରୀ ଯୋଜନାର ସୁବିଧା ପ୍ରଦାନ କରାଯାଇଥିଲା। ଏହି ଅବସରରେ ବିଭିନ୍ନ ଯୋଜନା ସମ୍ପର୍କରେ ସୂଚନା ଦିଆଯାଇଥିଲା। ହିତାଧିକାରୀମାନେ କାର୍ଡ ଗ୍ରହଣ କରି ଆନନ୍ଦ ପ୍ରକାଶ କରିଥିଲେ। ପଞ୍ଚାୟତ ପ୍ରତିନିଧିମାନେ ଉପସ୍ଥିତ ରହି ଯୋଜନାର ସୁଫଳ ବିଷୟରେ ବୁଝାଇଥିଲେ। ସରକାରଙ୍କ ବିଭିନ୍ନ କଲ୍ୟାଣକାରୀ ଯୋଜନା ତୃଣମୂଳ ସ୍ତରରେ ପହଞ୍ଚୁଥିବା ବେଳେ ଏହାର ସୁଫଳ ସାଧାରଣ ଲୋକ ପାଇପାରୁଛନ୍ତି ବୋଲି ସେମାନେ କହିଥିଲେ। ଶେଷରେ ଧନ୍ୟବାଦ ଅର୍ପଣ କରାଯାଇଥିଲା। (575, 190, 747, 396)
figure (765, 1249, 1144, 1403)
headline: ସ୍ୱାମୀ ବିବେକାନନ୍ଦ ଲୋକଙ୍କସଦ,କେନ୍ଦୁଝର ବିବେକାନନ୍ଦ ବକ୍ତୃତାମାଳାରେ ଉଦବୋଧନୀ (18, 1154, 374, 1210)
body-extra: ସ୍ୱାମୀ ବିବେକାନନ୍ଦଙ୍କ ଜୟନ୍ତୀ ଅବସରରେ ଆୟୋଜିତ ବକ୍ତୃତାମାଳା କାର୍ଯ୍ୟକ୍ରମ ଅନୁଷ୍ଠିତ ହୋଇଯାଇଛି। କାର୍ଯ୍ୟକ୍ରମରେ ମୁଖ୍ୟ ଅତିଥି ଭାବେ ଯୋଗ ଦେଇ ବକ୍ତାମାନେ ସ୍ୱାମୀଜୀଙ୍କ ଆଦର୍ଶ ଓ ଶିକ୍ଷା ଉପରେ ଆଲୋକପାତ କରିଥିଲେ। ଯୁବ ସମାଜ ତାଙ୍କ ଆଦର୍ଶରେ ଅନୁପ୍ରାଣିତ ହୋଇ ଦେଶ ଗଠନରେ ଆଗେଇ ଆସିବା ଉଚିତ ବୋଲି ସେମାନେ କହିଥିଲେ। ଛାତ୍ରଛାତ୍ରୀମାନେ ବହୁ ସଂଖ୍ୟାରେ ଯୋଗ ଦେଇଥିଲେ। ଶେଷରେ ଧନ୍ୟବାଦ ଅର୍ପଣ କରାଯାଇଥିଲା। ଏହି ଅବସରରେ ଅନୁଷ୍ଠାନର ସଦସ୍ୟମାନେ ଉପସ୍ଥିତ ରହି କାର୍ଯ୍ୟକ୍ରମକୁ ସଫଳ କରିଥିଲେ। (200, 1215, 374, 1405)
article-dhanuyatra (1162, 151, 1494, 622)
footer-color-bar (0, 2419, 1512, 2457)
article-konark-social-media (765, 493, 1144, 853)
article-body: ଢେଙ୍କାନାଳ,୧୬।୧୭ . (ସିପ୍ର ପ୍ରତିନିଧି) : ବାଲ୍ୟ ବିବାହ ମୁକ୍ତ ସମାଜ ଗଠନ ଲକ୍ଷ୍ୟରେ ଆୟୋଜିତ ପ୍ରଶିକ୍ଷଣ ଶିବିର ଅନୁଷ୍ଠିତ ହୋଇଯାଇଛି। ଶିବିରରେ ଅଙ୍ଗନୱାଡ଼ି କର୍ମୀ, ଆଶା କର୍ମୀ ତଥା ସ୍ୱୟଂ ସହାୟକ ଗୋଷ୍ଠୀର ସଦସ୍ୟମାନେ ଯୋଗ ଦେଇଥିଲେ। ବାଲ୍ୟ ବିବାହର କୁପରିଣାମ ବିଷୟରେ ସବିଶେଷ ଆଲୋଚନା କରାଯାଇଥିଲା। ଆଇନଗତ ବ୍ୟବସ୍ଥା ବିଷୟରେ ମଧ୍ୟ ସୂଚନା ଦିଆଯାଇଥିଲା। ଗ୍ରାମ ସ୍ତରରେ ସଚେତନତା ସୃଷ୍ଟି କରିବା ପାଇଁ ସମସ୍ତଙ୍କୁ ଆହ୍ୱାନ ଦିଆଯାଇଥିଲା। ଶେଷରେ ଶପଥ ଗ୍ରହଣ କରାଯାଇ କାର୍ଯ୍ୟକ୍ରମର ସମାପ୍ତି ଘୋଷଣା କରାଯାଇଥିଲା। (765, 376, 1144, 477)
figure (18, 781, 374, 910)
article-farmer-leader (1162, 1173, 1494, 1402)
dateline: ଆସିକା, ୧୬।୧୭ (ଅକ୍ଷର ଓଡ଼ିଶା) (765, 955, 895, 968)
swatch-yellow (678, 2431, 710, 2450)
dateline: ବରଗଡ଼, ୧୬।୧୭ (ଡେସ୍କ) (1162, 319, 1273, 332)
article-power-protest (18, 151, 374, 453)
dateline: ଢେଙ୍କାନାଳ,୧୬।୧୭ (ସିପ୍ର ପ୍ରତିନିଧି) (392, 190, 552, 202)
photo-eviction (18, 506, 374, 619)
dateline: କେନ୍ଦୁଝର,୧୬।୧୭ (ଚିତ୍ର ପ୍ରତିନିଧି) (18, 1215, 155, 1227)
headline: ଭୀମଭୋଇ ଭିନ୍ନକ୍ଷମ ଶିବିର (392, 427, 747, 460)
column-1 (9, 146, 383, 2408)
odisha-map-icon (0, 0, 161, 113)
article-cremation-ground-demand (1162, 889, 1494, 1159)
body: ବାଲ୍ୟ ବିବାହ ମୁକ୍ତ ସମାଜ ଗଠନ ଲକ୍ଷ୍ୟରେ ଆୟୋଜିତ ପ୍ରଶିକ୍ଷଣ ଶିବିର ଅନୁଷ୍ଠିତ ହୋଇଯାଇଛି। ଶିବିରରେ ଅଙ୍ଗନୱାଡ଼ି କର୍ମୀ, ଆଶା କର୍ମୀ ତଥା ସ୍ୱୟଂ ସହାୟକ ଗୋଷ୍ଠୀର ସଦସ୍ୟମାନେ ଯୋଗ ଦେଇଥିଲେ। ବାଲ୍ୟ ବିବାହର କୁପରିଣାମ ବିଷୟରେ ସବିଶେଷ ଆଲୋଚନା କରାଯାଇଥିଲା। ଆଇନଗତ ବ୍ୟବସ୍ଥା ବିଷୟରେ ମଧ୍ୟ ସୂଚନା ଦିଆଯାଇଥିଲା। ଗ୍ରାମ ସ୍ତରରେ ସଚେତନତା ସୃଷ୍ଟି କରିବା ପାଇଁ ସମସ୍ତଙ୍କୁ ଆହ୍ୱାନ ଦିଆଯାଇଥିଲା। ଶେଷରେ ଶପଥ ଗ୍ରହଣ କରାଯାଇ କାର୍ଯ୍ୟକ୍ରମର ସମାପ୍ତି ଘୋଷଣା କରାଯାଇଥିଲା। (765, 376, 1144, 477)
section-title (161, 0, 567, 113)
masthead-strip (0, 0, 1512, 113)
reference-codes: OH -୮,Cp/ID୩୦,୦୬-୧୧.H1-୧୧ (392, 560, 522, 573)
body: ଚଳିତ ଖରିଫ ମରୁଡ଼ି ଧାନ କ୍ରୟ ପାଇଁ ପଞ୍ଜୀକରଣ ପ୍ରକ୍ରିୟା ଆରମ୍ଭ ହୋଇଛି। କୃଷକମାନେ ନିର୍ଦ୍ଧାରିତ ସମୟ ମଧ୍ୟରେ ନିଜ ନାମ ପଞ୍ଜୀକରଣ କରିବାକୁ କୁହାଯାଇଛି। ମଣ୍ଡିରେ ଧାନ ବିକ୍ରି ପାଇଁ ଟୋକନ ବ୍ୟବସ୍ଥା ରହିଛି। ଟୋକନ ନ ଥିଲେ ଧାନ କ୍ରୟ କରାଯିବ ନାହିଁ। ସମବାୟ ସମିତି ମାଧ୍ୟମରେ ଏହି ପ୍ରକ୍ରିୟା ଚାଲିବ। କୃଷକମାନେ ନିଜ ଜମି ଦଲିଲ, ଆଧାର କାର୍ଡ ଓ ବ୍ୟାଙ୍କ ପାସବୁକ ସହିତ ଆସିବାକୁ ପରାମର୍ଶ ଦିଆଯାଇଛି। ସମସ୍ୟା ହେଲେ ଜିଲ୍ଲା କାର୍ଯ୍ୟାଳୟରେ ଯୋଗାଯୋଗ କରିବାକୁ କୁହାଯାଇଛି। (392, 722, 747, 808)
headline: ବସ୍ତୁ ମିଳନ ଉତ୍ସବରେ ପ୍ରାକ୍ତନ ସୈନ୍ୟ ଅଧ୍ୟକ୍ଷଙ୍କା ସମ୍ବର୍ଦ୍ଧିତ (1162, 636, 1494, 692)
body-extra: ଚଳିତ ଖରିଫ ମରୁଡ଼ି ଧାନ କ୍ରୟ ପାଇଁ ପଞ୍ଜୀକରଣ ପ୍ରକ୍ରିୟା ଆରମ୍ଭ ହୋଇଛି। କୃଷକମାନେ ନିର୍ଦ୍ଧାରିତ ସମୟ ମଧ୍ୟରେ ନିଜ ନାମ ପଞ୍ଜୀକରଣ କରିବାକୁ କୁହାଯାଇଛି। ମଣ୍ଡିରେ ଧାନ ବିକ୍ରି ପାଇଁ ଟୋକନ ବ୍ୟବସ୍ଥା ରହିଛି। ଟୋକନ ନ ଥିଲେ ଧାନ କ୍ରୟ କରାଯିବ ନାହିଁ। ସମବାୟ ସମିତି ମାଧ୍ୟମରେ ଏହି ପ୍ରକ୍ରିୟା ଚାଲିବ। କୃଷକମାନେ ନିଜ ଜମି ଦଲିଲ, ଆଧାର କାର୍ଡ ଓ ବ୍ୟାଙ୍କ ପାସବୁକ ସହିତ ଆସିବାକୁ ପରାମର୍ଶ ଦିଆଯାଇଛି। ସମସ୍ୟା ହେଲେ ଜିଲ୍ଲା କାର୍ଯ୍ୟାଳୟରେ ଯୋଗାଯୋଗ କରିବାକୁ କୁହାଯାଇଛି। (392, 816, 747, 903)
dateline: ଢେଙ୍କାନାଳ, ୧୬।୧୭ ( ସିପ୍ର ପ୍ରତିନିଧି) (18, 637, 182, 649)
body: ଭୀମଭୋଇ ଭିନ୍ନକ୍ଷମ ସମର୍ଥ ଯୋଜନା ଅନ୍ତର୍ଗତ ଶିବିର ଅନୁଷ୍ଠିତ ହୋଇଯାଇଛି। ୨୦୨୪-୨୫ (୨ୟ phase) ରେ ଚିହ୍ନଟ ହୋଇଥିବା ହିତାଧିକାରୀଙ୍କୁ ସହାୟତା ପ୍ରଦାନ କରାଯାଇଥିଲା। ଶିବିରରେ ଡାକ୍ତରୀ ପରୀକ୍ଷା ସହ ପ୍ରମାଣପତ୍ର ପ୍ରଦାନ କରାଯାଇଥିଲା। ଜିଲ୍ଲା ସମାଜ ମଙ୍ଗଳ ଅଧିକାରୀ ଉପସ୍ଥିତ ରହି କାର୍ଯ୍ୟକ୍ରମ ପରିଚାଳନା କରିଥିଲେ। ଭିନ୍ନକ୍ଷମ ବ୍ୟକ୍ତିମାନଙ୍କୁ ସ୍ୱାବଲମ୍ବୀ କରିବା ଲକ୍ଷ୍ୟରେ ଏହି ଯୋଜନା କାର୍ଯ୍ୟକାରୀ ହେଉଛି। ସହାୟକ ଉପକରଣ ମଧ୍ୟ ବଣ୍ଟନ କରାଯିବ ବୋଲି ଜଣାପଡ଼ିଛି। (392, 466, 747, 553)
body: ସ୍ୱାମୀ ବିବେକାନନ୍ଦଙ୍କ ଜୟନ୍ତୀ ଅବସରରେ ଆୟୋଜିତ ବକ୍ତୃତାମାଳା କାର୍ଯ୍ୟକ୍ରମ ଅନୁଷ୍ଠିତ ହୋଇଯାଇଛି। କାର୍ଯ୍ୟକ୍ରମରେ ମୁଖ୍ୟ ଅତିଥି ଭାବେ ଯୋଗ ଦେଇ ବକ୍ତାମାନେ ସ୍ୱାମୀଜୀଙ୍କ ଆଦର୍ଶ ଓ ଶିକ୍ଷା ଉପରେ ଆଲୋକପାତ କରିଥିଲେ। ଯୁବ ସମାଜ ତାଙ୍କ ଆଦର୍ଶରେ ଅନୁପ୍ରାଣିତ ହୋଇ ଦେଶ ଗଠନରେ ଆଗେଇ ଆସିବା ଉଚିତ ବୋଲି ସେମାନେ କହିଥିଲେ। ଛାତ୍ରଛାତ୍ରୀମାନେ ବହୁ ସଂଖ୍ୟାରେ ଯୋଗ ଦେଇଥିଲେ। ଶେଷରେ ଧନ୍ୟବାଦ ଅର୍ପଣ କରାଯାଇଥିଲା। ଏହି ଅବସରରେ ଅନୁଷ୍ଠାନର ସଦସ୍ୟମାନେ ଉପସ୍ଥିତ ରହି କାର୍ଯ୍ୟକ୍ରମକୁ ସଫଳ କରିଥିଲେ। (18, 1215, 192, 1420)
article-child-marriage-camp (765, 151, 1144, 479)
article-body: କେନ୍ଦୁଝର,୧୬।୧୭ (ଚିତ୍ର ପ୍ରତିନିଧି) : ସ୍ୱାମୀ ବିବେକାନନ୍ଦଙ୍କ ଜୟନ୍ତୀ ଅବସରରେ ଆୟୋଜିତ ବକ୍ତୃତାମାଳା କାର୍ଯ୍ୟକ୍ରମ ଅନୁଷ୍ଠିତ ହୋଇଯାଇଛି। କାର୍ଯ୍ୟକ୍ରମରେ ମୁଖ୍ୟ ଅତିଥି ଭାବେ ଯୋଗ ଦେଇ ବକ୍ତାମାନେ ସ୍ୱାମୀଜୀଙ୍କ ଆଦର୍ଶ ଓ ଶିକ୍ଷା ଉପରେ ଆଲୋକପାତ କରିଥିଲେ। ଯୁବ ସମାଜ ତାଙ୍କ ଆଦର୍ଶରେ ଅନୁପ୍ରାଣିତ ହୋଇ ଦେଶ ଗଠନରେ ଆଗେଇ ଆସିବା ଉଚିତ ବୋଲି ସେମାନେ କହିଥିଲେ। ଛାତ୍ରଛାତ୍ରୀମାନେ ବହୁ ସଂଖ୍ୟାରେ ଯୋଗ ଦେଇଥିଲେ। ଶେଷରେ ଧନ୍ୟବାଦ ଅର୍ପଣ କରାଯାଇଥିଲା। ଏହି ଅବସରରେ ଅନୁଷ୍ଠାନର ସଦସ୍ୟମାନେ ଉପସ୍ଥିତ ରହି କାର୍ଯ୍ୟକ୍ରମକୁ ସଫଳ କରିଥିଲେ। ସ୍ୱାମୀ ବିବେକାନନ୍ଦଙ୍କ ଜୟନ୍ତୀ ଅବସରରେ ଆୟୋଜିତ ବକ୍ତୃତାମାଳା କାର୍ଯ୍ୟକ୍ରମ ଅନୁଷ୍ଠିତ ହୋଇଯାଇଛି। କାର୍ଯ୍ୟକ୍ରମରେ ମୁଖ୍ୟ ଅତିଥି ଭାବେ ଯୋଗ ଦେଇ ବକ୍ତାମାନେ ସ୍ୱାମୀଜୀଙ୍କ ଆଦର୍ଶ ଓ ଶିକ୍ଷା ଉପରେ ଆଲୋକପାତ କରିଥିଲେ। ଯୁବ ସମାଜ ତାଙ୍କ ଆଦର୍ଶରେ ଅନୁପ୍ରାଣିତ ହୋଇ ଦେଶ ଗଠନରେ ଆଗେଇ ଆସିବା ଉଚିତ ବୋଲି ସେମାନେ କହିଥିଲେ। ଛାତ୍ରଛାତ୍ରୀମାନେ ବହୁ ସଂଖ୍ୟାରେ ଯୋଗ ଦେଇଥିଲେ। ଶେଷରେ ଧନ୍ୟବାଦ ଅର୍ପଣ କରାଯାଇଥିଲା। ଏହି ଅବସରରେ ଅନୁଷ୍ଠାନର ସଦସ୍ୟମାନେ ଉପସ୍ଥିତ ରହି କାର୍ଯ୍ୟକ୍ରମକୁ ସଫଳ କରିଥିଲେ। (18, 1215, 374, 1420)
body: ଗ୍ରାମ ପଞ୍ଚାୟତ ସ୍ତରରେ ଆୟୋଜିତ ଏକ କାର୍ଯ୍ୟକ୍ରମରେ ନୂତନ ହିତାଧିକାରୀଙ୍କୁ ସରକାରୀ ଯୋଜନାର ସୁବିଧା ପ୍ରଦାନ କରାଯାଇଥିଲା। ଏହି ଅବସରରେ ବିଭିନ୍ନ ଯୋଜନା ସମ୍ପର୍କରେ ସୂଚନା ଦିଆଯାଇଥିଲା। ହିତାଧିକାରୀମାନେ କାର୍ଡ ଗ୍ରହଣ କରି ଆନନ୍ଦ ପ୍ରକାଶ କରିଥିଲେ। ପଞ୍ଚାୟତ ପ୍ରତିନିଧିମାନେ ଉପସ୍ଥିତ ରହି ଯୋଜନାର ସୁଫଳ ବିଷୟରେ ବୁଝାଇଥିଲେ। ସରକାରଙ୍କ ବିଭିନ୍ନ କଲ୍ୟାଣକାରୀ ଯୋଜନା ତୃଣମୂଳ ସ୍ତରରେ ପହଞ୍ଚୁଥିବା ବେଳେ ଏହାର ସୁଫଳ ସାଧାରଣ ଲୋକ ପାଇପାରୁଛନ୍ତି ବୋଲି ସେମାନେ କହିଥିଲେ। ଶେଷରେ ଧନ୍ୟବାଦ ଅର୍ପଣ କରାଯାଇଥିଲା। (392, 205, 565, 411)
photo-caption: ଦୋକାନରେ ସାମଗ୍ରୀ ସଜାଇ ରଖାଯାଇଥିବା ଦୃଶ୍ୟ (765, 1393, 925, 1403)
article-bhimabhoi-camp (392, 427, 747, 669)
article-congress-rally (765, 868, 1144, 1149)
body: ସୋସିଆଲ ମିଡିଆ ପ୍ରତିନିଧିମାନେ କୋଣାର୍କ ସୂର୍ଯ୍ୟ ମନ୍ଦିର ପରିଦର୍ଶନ କରିଥିଲେ। ପର୍ଯ୍ୟଟନ ବିଭାଗ ପକ୍ଷରୁ ଆୟୋଜିତ ଏହି କାର୍ଯ୍ୟକ୍ରମରେ ରାଜ୍ୟର ବିଭିନ୍ନ ପ୍ରାନ୍ତରୁ ପ୍ରତିନିଧିମାନେ ଯୋଗ ଦେଇଥିଲେ। ମନ୍ଦିରର ସ୍ଥାପତ୍ୟ ଓ ଐତିହାସିକ ଗୁରୁତ୍ୱ ବିଷୟରେ ଗାଇଡ୍‌ମାନେ ସୂଚନା ଦେଇଥିଲେ। ପର୍ଯ୍ୟଟନ ପ୍ରସାର ପାଇଁ ସୋସିଆଲ ମିଡିଆର ଭୂମିକା ଗୁରୁତ୍ୱପୂର୍ଣ୍ଣ ବୋଲି ଅଧିକାରୀମାନେ କହିଥିଲେ। ପ୍ରତିନିଧିମାନେ ମନ୍ଦିର ପରିସରର ସ୍ୱଚ୍ଛତା ଓ ବ୍ୟବସ୍ଥାର ପ୍ରଶଂସା କରିଥିଲେ। ଏହା ପରେ ଚନ୍ଦ୍ରଭାଗା ସମୁଦ୍ର କୂଳ ମଧ୍ୟ ପରିଦର୍ଶନ କରାଯାଇଥିଲା। (765, 750, 1144, 851)
photo-dhanuyatra (1162, 190, 1494, 301)
column-2 (383, 146, 756, 2408)
article-body: ବରଗଡ଼, ୧୬।୧୭ (ଡେସ୍କ) : ବିଶ୍ୱର ବୃହତ୍ତମ ମୁକ୍ତାକାଶ ରଙ୍ଗମଞ୍ଚ ଧନୁଯାତ୍ରା ମହୋତ୍ସବ ଉତ୍ସାହ ଉଦ୍ଦୀପନାରେ ପାଳିତ ହେଉଛି। ଏହି ଅବସରରେ ସହର ଓ ଆଖପାଖ ଅଞ୍ଚଳ କଂସ ରାଜ୍ୟରେ ପରିଣତ ହୋଇଛି। ବହୁ ସଂଖ୍ୟାରେ ଦର୍ଶକ ଏହି ମହୋତ୍ସବ ଦେଖିବା ପାଇଁ ଆସିଛନ୍ତି। ବିଭିନ୍ନ ସାଂସ୍କୃତିକ କାର୍ଯ୍ୟକ୍ରମ ମଧ୍ୟ ଆୟୋଜନ କରାଯାଇଛି। କଳାକାରମାନେ ନିଜ ଅଭିନୟ ମାଧ୍ୟମରେ ଦର୍ଶକଙ୍କ ମନ ଜିଣିଛନ୍ତି। ପ୍ରଶାସନ ପକ୍ଷରୁ ସୁରକ୍ଷା ବ୍ୟବସ୍ଥା କଡ଼ାକଡ଼ି କରାଯାଇଛି। ମହୋତ୍ସବ ଆଗାମୀ ଦିନ ପର୍ଯ୍ୟନ୍ତ ଚାଲିବ ବୋଲି ଜଣାପଡ଼ିଛି। ବିଶ୍ୱର ବୃହତ୍ତମ ମୁକ୍ତାକାଶ ରଙ୍ଗମଞ୍ଚ ଧନୁଯାତ୍ରା ମହୋତ୍ସବ ଉତ୍ସାହ ଉଦ୍ଦୀପନାରେ ପାଳିତ ହେଉଛି। ଏହି ଅବସରରେ ସହର ଓ ଆଖପାଖ ଅଞ୍ଚଳ କଂସ ରାଜ୍ୟରେ ପରିଣତ ହୋଇଛି। ବହୁ ସଂଖ୍ୟାରେ ଦର୍ଶକ ଏହି ମହୋତ୍ସବ ଦେଖିବା ପାଇଁ ଆସିଛନ୍ତି। ବିଭିନ୍ନ ସାଂସ୍କୃତିକ କାର୍ଯ୍ୟକ୍ରମ ମଧ୍ୟ ଆୟୋଜନ କରାଯାଇଛି। କଳାକାରମାନେ ନିଜ ଅଭିନୟ ମାଧ୍ୟମରେ ଦର୍ଶକଙ୍କ ମନ ଜିଣିଛନ୍ତି। ପ୍ରଶାସନ ପକ୍ଷରୁ ସୁରକ୍ଷା ବ୍ୟବସ୍ଥା କଡ଼ାକଡ଼ି କରାଯାଇଛି। ମହୋତ୍ସବ ଆଗାମୀ ଦିନ ପର୍ଯ୍ୟନ୍ତ ଚାଲିବ ବୋଲି ଜଣାପଡ଼ିଛି। ବିଶ୍ୱର ବୃହତ୍ତମ ମୁକ୍ତାକାଶ ରଙ୍ଗମଞ୍ଚ ଧନୁଯାତ୍ରା ମହୋତ୍ସବ ଉତ୍ସାହ ଉଦ୍ଦୀପନାରେ ପାଳିତ ହେଉଛି। ଏହି ଅବସରରେ ସହର ଓ ଆଖପାଖ ଅଞ୍ଚଳ କଂସ ରାଜ୍ୟରେ ପରିଣତ ହୋଇଛି। ବହୁ ସଂଖ୍ୟାରେ ଦର୍ଶକ ଏହି ମହୋତ୍ସବ ଦେଖିବା ପାଇଁ ଆସିଛନ୍ତି। ବିଭିନ୍ନ ସାଂସ୍କୃତିକ କାର୍ଯ୍ୟକ୍ରମ ମଧ୍ୟ ଆୟୋଜନ କରାଯାଇଛି। କଳାକାରମାନେ ନିଜ ଅଭିନୟ ମାଧ୍ୟମରେ ଦର୍ଶକଙ୍କ ମନ ଜିଣିଛନ୍ତି। ପ୍ରଶାସନ ପକ୍ଷରୁ ସୁରକ୍ଷା ବ୍ୟବସ୍ଥା କଡ଼ାକଡ଼ି କରାଯାଇଛି। ମହୋତ୍ସବ ଆଗାମୀ ଦିନ ପର୍ଯ୍ୟନ୍ତ ଚାଲିବ ବୋଲି ଜଣାପଡ଼ିଛି। (1162, 319, 1494, 622)
photo-training-camp (765, 238, 1144, 357)
headline: ଜିଏସଟିରେ ସଂସ୍କାର ଗରିବଙ୍କ ପକେଟ ଖାଲି (765, 1162, 1144, 1244)
photo-caption: ଧନୁଯାତ୍ରା ମଞ୍ଚରେ କଳାକାର (1162, 302, 1251, 313)
article-body: ନୂଆପଡ଼ା, ୧୬।୧୭ (ଅକ୍ଷର ଓଡ଼ିଶା) : ବ୍ଲକ୍‌ ସ୍ତରୀୟ ମତ୍ସ୍ୟ ଓ ପ୍ରାଣୀ ସମ୍ପଦ ମେଳା ଅନୁଷ୍ଠିତ ହୋଇଯାଇଛି। ମେଳାରେ ବିଭିନ୍ନ ଷ୍ଟଲ ମାଧ୍ୟମରେ ଉନ୍ନତ ଚାଷ ପଦ୍ଧତି ବିଷୟରେ ସୂଚନା ଦିଆଯାଇଥିଲା। ମତ୍ସ୍ୟ ଚାଷୀ ଓ ପଶୁପାଳକମାନଙ୍କୁ ସରକାରୀ ଯୋଜନା ବିଷୟରେ ଅବଗତ କରାଯାଇଥିଲା। ଶ୍ରେଷ୍ଠ ଚାଷୀମାନଙ୍କୁ ପୁରସ୍କାର ପ୍ରଦାନ କରାଯାଇଥିଲା। ମୁଖ୍ୟ ଅତିଥି ଭାବେ ଯୋଗ ଦେଇ ବକ୍ତାମାନେ ଗ୍ରାମୀଣ ଅର୍ଥନୀତିରେ ମତ୍ସ୍ୟ ଓ ପ୍ରାଣୀ ସମ୍ପଦର ଭୂମିକା ଉପରେ ଆଲୋକପାତ କରିଥିଲେ। ବହୁ ସଂଖ୍ୟାରେ ଚାଷୀ ଯୋଗ ଦେଇଥିଲେ। (392, 1149, 747, 1251)
masthead-photo-rajbhavan (567, 0, 787, 113)
body: ନ୍ୟାସନାଲ ହେରାଲଡ଼ ମାମଲାରେ ଅଦାଲତଙ୍କ ନିଷ୍ପତ୍ତି ପରେ କଂଗ୍ରେସ ପକ୍ଷରୁ ରାଲି ଆୟୋଜନ କରାଯାଇଥିଲା। ରାଲିରେ ଦଳର ନେତା ଓ କର୍ମୀମାନେ ବହୁ ସଂଖ୍ୟାରେ ଯୋଗ ଦେଇଥିଲେ। ସହରର ମୁଖ୍ୟ ରାସ୍ତା ଦେଇ ରାଲି ଯାଇ ଜିଲ୍ଲା କାର୍ଯ୍ୟାଳୟ ନିକଟରେ ସଭାରେ ପରିଣତ ହୋଇଥିଲା। ବକ୍ତାମାନେ କେନ୍ଦ୍ର ସରକାରଙ୍କ ନୀତି ବିରୋଧରେ ସମାଲୋଚନା କରିଥିଲେ। ଦଳକୁ ଉଦ୍ଦେଶ୍ୟମୂଳକ ଭାବେ ଟାର୍ଗେଟ କରାଯାଉଛି ବୋଲି ସେମାନେ ଅଭିଯୋଗ କରିଥିଲେ। ଶାନ୍ତିପୂର୍ଣ୍ଣ ଭାବେ ରାଲି ସମାପ୍ତ ହୋଇଥିଲା। ପୋଲିସ ଭାରୀ ସଂଖ୍ୟାରେ ମୁତୟନ ରହିଥିଲା। (765, 955, 951, 1146)
body: ଜିଲ୍ଲା ପ୍ରଶାସନ ଓ ଅଗ୍ନିଶମ ବାହିନୀ ମିଳିତ ଭାବେ ଆଜି ସକାଳୁ ଜବରଦଖଲ ଉଚ୍ଛେଦ ଅଭିଯାନ ଚଳାଇଥିଲେ। ମୁଖ୍ୟ ରାସ୍ତା କଡ଼ରେ ଥିବା ଅସ୍ଥାୟୀ ଦୋକାନ ତଥା ନିର୍ମାଣକୁ ଭାଙ୍ଗି ଦିଆଯାଇଥିଲା। ଏହି ଅଭିଯାନ ସମୟରେ ପୋଲିସ ଭାରୀ ସଂଖ୍ୟାରେ ମୁତୟନ ରହିଥିଲା। ଦୀର୍ଘ ଦିନ ଧରି ଏହି ଅଞ୍ଚଳରେ ଯାତାୟାତ ସମସ୍ୟା ସୃଷ୍ଟି ହେଉଥିଲା ବୋଲି ସ୍ଥାନୀୟ ଅଧିବାସୀ କହିଥିଲେ। ଉଚ୍ଛେଦ ପୂର୍ବରୁ ନୋଟିସ ଦିଆଯାଇଥିଲା ବୋଲି ପ୍ରଶାସନ ସୂଚନା ଦେଇଛି। (18, 637, 374, 724)
dateline: ଢେଙ୍କାନାଳ,୧୬।୧୭ (ଅକ୍ଷର ଓଡ଼ିଶା) (392, 722, 532, 734)
article-grid (0, 140, 1512, 2408)
dateline: ଢେଙ୍କାନାଳ,୧୬।୧୭ (ଡେସ୍କ) (1162, 929, 1274, 940)
column-3 (756, 146, 1153, 2408)
dateline: ଢେଙ୍କାନାଳ,୧୬।୧୭ (ସିପ୍ର ପ୍ରତିନିଧି) (18, 334, 179, 346)
headline: ନୂତନ ହିତାଧିକାରୀଙ୍କୁ ଚ଼ଡ଼ା ବଣ୍ଟନ (392, 151, 747, 184)
body-extra: ନ୍ୟାସନାଲ ହେରାଲଡ଼ ମାମଲାରେ ଅଦାଲତଙ୍କ ନିଷ୍ପତ୍ତି ପରେ କଂଗ୍ରେସ ପକ୍ଷରୁ ରାଲି ଆୟୋଜନ କରାଯାଇଥିଲା। ରାଲିରେ ଦଳର ନେତା ଓ କର୍ମୀମାନେ ବହୁ ସଂଖ୍ୟାରେ ଯୋଗ ଦେଇଥିଲେ। ସହରର ମୁଖ୍ୟ ରାସ୍ତା ଦେଇ ରାଲି ଯାଇ ଜିଲ୍ଲା କାର୍ଯ୍ୟାଳୟ ନିକଟରେ ସଭାରେ ପରିଣତ ହୋଇଥିଲା। ବକ୍ତାମାନେ କେନ୍ଦ୍ର ସରକାରଙ୍କ ନୀତି ବିରୋଧରେ ସମାଲୋଚନା କରିଥିଲେ। ଦଳକୁ ଉଦ୍ଦେଶ୍ୟମୂଳକ ଭାବେ ଟାର୍ଗେଟ କରାଯାଉଛି ବୋଲି ସେମାନେ ଅଭିଯୋଗ କରିଥିଲେ। ଶାନ୍ତିପୂର୍ଣ୍ଣ ଭାବେ ରାଲି ସମାପ୍ତ ହୋଇଥିଲା। ପୋଲିସ ଭାରୀ ସଂଖ୍ୟାରେ ମୁତୟନ ରହିଥିଲା। (959, 955, 1144, 1131)
body-extra: ଭୀମଭୋଇ ଭିନ୍ନକ୍ଷମ ସମର୍ଥ ଯୋଜନା ଅନ୍ତର୍ଗତ ଶିବିର ଅନୁଷ୍ଠିତ ହୋଇଯାଇଛି। ୨୦୨୪-୨୫ (୨ୟ phase) ରେ ଚିହ୍ନଟ ହୋଇଥିବା ହିତାଧିକାରୀଙ୍କୁ ସହାୟତା ପ୍ରଦାନ କରାଯାଇଥିଲା। ଶିବିରରେ ଡାକ୍ତରୀ ପରୀକ୍ଷା ସହ ପ୍ରମାଣପତ୍ର ପ୍ରଦାନ କରାଯାଇଥିଲା। ଜିଲ୍ଲା ସମାଜ ମଙ୍ଗଳ ଅଧିକାରୀ ଉପସ୍ଥିତ ରହି କାର୍ଯ୍ୟକ୍ରମ ପରିଚାଳନା କରିଥିଲେ। ଭିନ୍ନକ୍ଷମ ବ୍ୟକ୍ତିମାନଙ୍କୁ ସ୍ୱାବଲମ୍ବୀ କରିବା ଲକ୍ଷ୍ୟରେ ଏହି ଯୋଜନା କାର୍ଯ୍ୟକାରୀ ହେଉଛି। ସହାୟକ ଉପକରଣ ମଧ୍ୟ ବଣ୍ଟନ କରାଯିବ ବୋଲି ଜଣାପଡ଼ିଛି। (392, 580, 747, 666)
body: ଜିଏସଟି ସଂସ୍କାର ପରେ ବଜାରରେ ଦରଦାମ ଉପରେ ଏହାର ପ୍ରଭାବ ପଡ଼ିଛି। ସାଧାରଣ ଲୋକଙ୍କ ଉପରେ ଆର୍ଥିକ ଚାପ ବୃଦ୍ଧି ପାଇଛି ବୋଲି ଅଭିଯୋଗ ହେଉଛି। ନିତ୍ୟ ବ୍ୟବହାର୍ଯ୍ୟ ସାମଗ୍ରୀର ଦାମ ବୃଦ୍ଧି ପାଇଥିବାରୁ ଗରିବ ପରିବାର ଅସୁବିଧାରେ ପଡ଼ିଛନ୍ତି। ବ୍ୟବସାୟୀମାନେ ମଧ୍ୟ ନୂତନ ବ୍ୟବସ୍ଥାରେ ଅସୁବିଧା ଭୋଗୁଛନ୍ତି ବୋଲି କହିଛନ୍ତି। ଛୋଟ ଦୋକାନୀମାନେ ହିସାବ ରଖିବାରେ ସମସ୍ୟା ହେଉଛି। ସରକାର ଏ ଦିଗରେ ଦୃଷ୍ଟି ଦେବା ଆବଶ୍ୟକ ବୋଲି ସାଧାରଣ ଜନତା ଦାବି କରିଛନ୍ତି। (765, 1410, 1144, 1511)
figure (18, 195, 374, 328)
photo-caption: କୋଣାର୍କ ମନ୍ଦିର ପରିସରରେ ପ୍ରତିନିଧି ଦଳ (765, 733, 900, 744)
dateline: ଢେଙ୍କାନାଳ,୧୬।୧୭ (ଅକ୍ଷର ଓଡ଼ିଶା) (392, 466, 529, 478)
masthead (0, 0, 1512, 140)
photo-caption: ପ୍ରଶିକ୍ଷଣ ଶିବିରର ଦୃଶ୍ୟ (765, 359, 848, 369)
photo-shop (765, 1249, 1144, 1391)
brand-sub-right: ODISHA (1379, 77, 1445, 92)
photo-caption: ସମ୍ମାନିତ ହେଉଥିବା ଦୃଶ୍ୟ (18, 900, 105, 910)
body-extra-2: ଗ୍ରାମବାସୀ ମଶାଣି ପାଇଁ ସ୍ଥାନ ନିର୍ଦ୍ଧାରଣ କରିବାକୁ ଦାବି କରିଛନ୍ତି। ଦୀର୍ଘ ଦିନ ଧରି ଏହି ସମସ୍ୟା ରହିଆସିଥିଲେ ମଧ୍ୟ ସମାଧାନ ହୋଇନାହିଁ। ବର୍ଷା ଦିନରେ ଅଧିକ ଅସୁବିଧା ହେଉଥିବା ଗ୍ରାମବାସୀ ଜଣାଇଛନ୍ତି। ପ୍ରଶାସନଙ୍କୁ ଏନେଇ ସ୍ମାରକପତ୍ର ପ୍ରଦାନ କରାଯାଇଛି। ଶୀଘ୍ର ସମାଧାନ ନ ହେଲେ ଆନ୍ଦୋଳନ କରିବାକୁ ଗ୍ରାମବାସୀ ଚେତାବନୀ ଦେଇଛନ୍ତି। (1332, 1007, 1494, 1154)
article-alumni-felicitation (1162, 636, 1494, 876)
article-body: ଭୁବନେଶ୍ୱର,୧୬।୧୭ (ଜାତୀୟ ମଞ୍ଚ) : ପ୍ରାକ୍ତନ ଛାତ୍ରଛାତ୍ରୀଙ୍କ ମିଳନ ଉତ୍ସବ ଅନୁଷ୍ଠିତ ହୋଇଯାଇଛି। ଏହି ଅବସରରେ ପ୍ରାକ୍ତନ ସୈନିକମାନଙ୍କୁ ସମ୍ବର୍ଦ୍ଧିତ କରାଯାଇଥିଲା। କାର୍ଯ୍ୟକ୍ରମରେ ବିଭିନ୍ନ ବର୍ଷର ପ୍ରାକ୍ତନ ଛାତ୍ରଛାତ୍ରୀ ଯୋଗ ଦେଇ ସ୍ମୃତିଚାରଣ କରିଥିଲେ। ସାଂସ୍କୃତିକ କାର୍ଯ୍ୟକ୍ରମ ମଧ୍ୟ ଆୟୋଜନ କରାଯାଇଥିଲା। ଅନୁଷ୍ଠାନର ବିକାଶ ପାଇଁ ସହଯୋଗ କରିବାକୁ ସମସ୍ତେ ପ୍ରତିଶ୍ରୁତି ଦେଇଥିଲେ। ଶେଷରେ ସ୍ନେହ ଭୋଜିର ଆୟୋଜନ କରାଯାଇଥିଲା। ପ୍ରାକ୍ତନ ଛାତ୍ରଛାତ୍ରୀଙ୍କ ମିଳନ ଉତ୍ସବ ଅନୁଷ୍ଠିତ ହୋଇଯାଇଛି। ଏହି ଅବସରରେ ପ୍ରାକ୍ତନ ସୈନିକମାନଙ୍କୁ ସମ୍ବର୍ଦ୍ଧିତ କରାଯାଇଥିଲା। କାର୍ଯ୍ୟକ୍ରମରେ ବିଭିନ୍ନ ବର୍ଷର ପ୍ରାକ୍ତନ ଛାତ୍ରଛାତ୍ରୀ ଯୋଗ ଦେଇ ସ୍ମୃତିଚାରଣ କରିଥିଲେ। ସାଂସ୍କୃତିକ କାର୍ଯ୍ୟକ୍ରମ ମଧ୍ୟ ଆୟୋଜନ କରାଯାଇଥିଲା। ଅନୁଷ୍ଠାନର ବିକାଶ ପାଇଁ ସହଯୋଗ କରିବାକୁ ସମସ୍ତେ ପ୍ରତିଶ୍ରୁତି ଦେଇଥିଲେ। ଶେଷରେ ସ୍ନେହ ଭୋଜିର ଆୟୋଜନ କରାଯାଇଥିଲା। (1162, 697, 1494, 873)
body: କୃଷକ ସଂଗଠନର ରାଜ୍ୟ ସଭାପତିଙ୍କୁ ସ୍ଥାନୀୟ କର୍ମୀମାନେ ଆଜି ସମ୍ବର୍ଦ୍ଧିତ କରିଥିଲେ। ଏହି ଅବସରରେ କୃଷକମାନଙ୍କର ସମସ୍ୟା ବିଷୟରେ ଆଲୋଚନା କରାଯାଇଥିଲା। ଧାନ ସଂଗ୍ରହ, ସାର ଯୋଗାଣ ତଥା ଫସଲ ବୀମା ସମ୍ପର୍କରେ ବିସ୍ତୃତ ଆଲୋଚନା ହୋଇଥିଲା। ସଂଗଠନ ପକ୍ଷରୁ ଆଗାମୀ ଦିନରେ ଆନ୍ଦୋଳନ କାର୍ଯ୍ୟକ୍ରମ ଘୋଷଣା କରାଯାଇଥିଲା। ବହୁ ସଂଖ୍ୟାରେ କୃଷକ ଯୋଗ ଦେଇଥିଲେ। ଶେଷରେ ଧନ୍ୟବାଦ ଅର୍ପଣ କରାଯାଇଥିଲା। (1162, 1234, 1324, 1395)
brand-sub-left: AKHYARA (1296, 77, 1374, 92)
swatch-magenta-2 (802, 2431, 834, 2450)
figure (765, 580, 1144, 744)
article-body: ଢେଙ୍କାନାଳ,୧୬।୧୭ (ଡେସ୍କ) : ଗ୍ରାମବାସୀ ମଶାଣି ପାଇଁ ସ୍ଥାନ ନିର୍ଦ୍ଧାରଣ କରିବାକୁ ଦାବି କରିଛନ୍ତି। ଦୀର୍ଘ ଦିନ ଧରି ଏହି ସମସ୍ୟା ରହିଆସିଥିଲେ ମଧ୍ୟ ସମାଧାନ ହୋଇନାହିଁ। ବର୍ଷା ଦିନରେ ଅଧିକ ଅସୁବିଧା ହେଉଥିବା ଗ୍ରାମବାସୀ ଜଣାଇଛନ୍ତି। ପ୍ରଶାସନଙ୍କୁ ଏନେଇ ସ୍ମାରକପତ୍ର ପ୍ରଦାନ କରାଯାଇଛି। ଶୀଘ୍ର ସମାଧାନ ନ ହେଲେ ଆନ୍ଦୋଳନ କରିବାକୁ ଗ୍ରାମବାସୀ ଚେତାବନୀ ଦେଇଛନ୍ତି। ଗ୍ରାମବାସୀ ମଶାଣି ପାଇଁ ସ୍ଥାନ ନିର୍ଦ୍ଧାରଣ କରିବାକୁ ଦାବି କରିଛନ୍ତି। ଦୀର୍ଘ ଦିନ ଧରି ଏହି ସମସ୍ୟା ରହିଆସିଥିଲେ ମଧ୍ୟ ସମାଧାନ ହୋଇନାହିଁ। ବର୍ଷା ଦିନରେ ଅଧିକ ଅସୁବିଧା ହେଉଥିବା ଗ୍ରାମବାସୀ ଜଣାଇଛନ୍ତି। ପ୍ରଶାସନଙ୍କୁ ଏନେଇ ସ୍ମାରକପତ୍ର ପ୍ରଦାନ କରାଯାଇଛି। ଶୀଘ୍ର ସମାଧାନ ନ ହେଲେ ଆନ୍ଦୋଳନ କରିବାକୁ ଗ୍ରାମବାସୀ ଚେତାବନୀ ଦେଇଛନ୍ତି। ଗ୍ରାମବାସୀ ମଶାଣି ପାଇଁ ସ୍ଥାନ ନିର୍ଦ୍ଧାରଣ କରିବାକୁ ଦାବି କରିଛନ୍ତି। ଦୀର୍ଘ ଦିନ ଧରି ଏହି ସମସ୍ୟା ରହିଆସିଥିଲେ ମଧ୍ୟ ସମାଧାନ ହୋଇନାହିଁ। ବର୍ଷା ଦିନରେ ଅଧିକ ଅସୁବିଧା ହେଉଥିବା ଗ୍ରାମବାସୀ ଜଣାଇଛନ୍ତି। ପ୍ରଶାସନଙ୍କୁ ଏନେଇ ସ୍ମାରକପତ୍ର ପ୍ରଦାନ କରାଯାଇଛି। ଶୀଘ୍ର ସମାଧାନ ନ ହେଲେ ଆନ୍ଦୋଳନ କରିବାକୁ ଗ୍ରାମବାସୀ ଚେତାବନୀ ଦେଇଛନ୍ତି। (1162, 928, 1494, 1159)
headline: ହେରାଲଡ଼ର ଖାରଜ ପରେ କଂଗ୍ରେସର ରାଲି (765, 868, 1144, 950)
photo-fair-stage (392, 989, 747, 1131)
